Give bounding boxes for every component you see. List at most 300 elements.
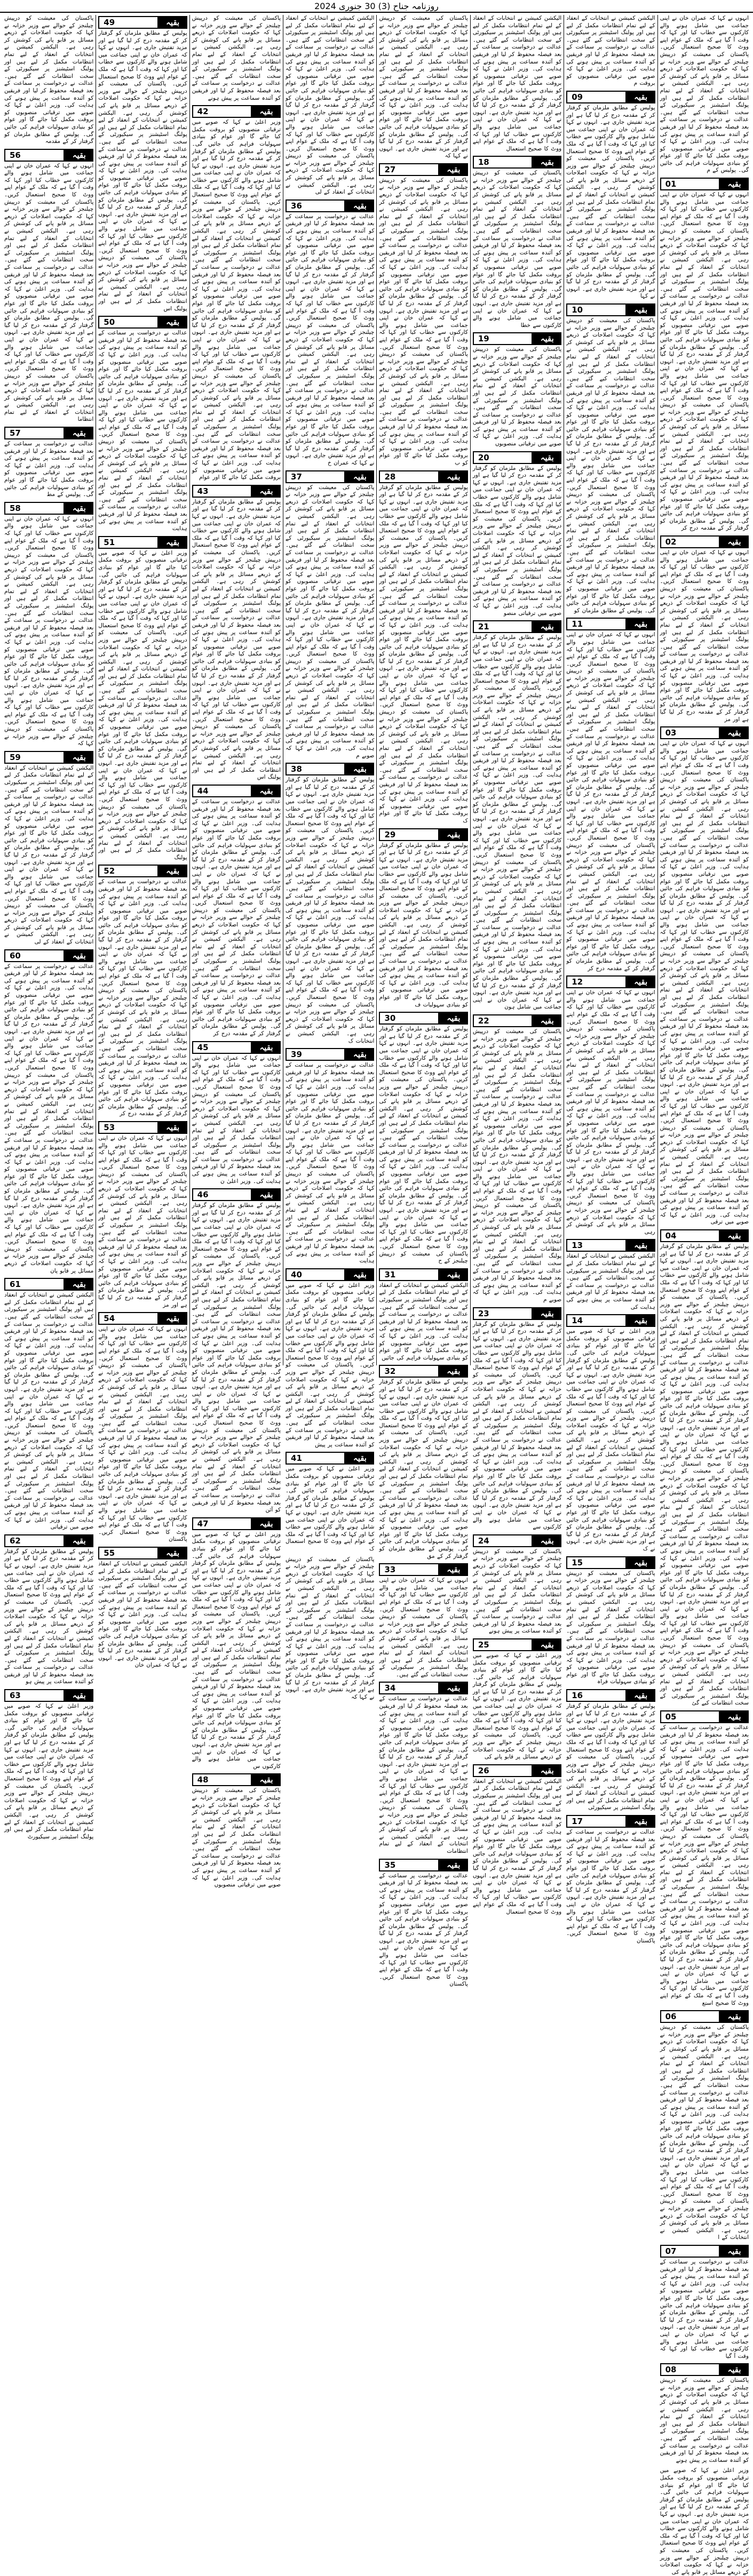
- article-text: انہوں نے کہا کہ عمران خان نے اپنی جماعت میں شامل ہونے والے کارکنوں سے خطاب کیا اور کہا کہ وقت آ گیا ہے کہ ملک کے عوام اپنے ووٹ کا صحیح استعمال کریں۔ پاکستان کی معیشت کو درپیش چیلنجز کے حوالے سے وزیر خزانہ نے کہا کہ حکومت اصلاحات کے ذریعے مسائل پر قابو پانے کی کوشش کر رہی ہے۔ الیکشن کمیشن نے انتخابات کے انعقاد کے لیے تمام انتظامات مکمل کر لیے ہیں اور پولنگ اسٹیشنز پر سیکیورٹی کے سخت انتظامات کیے گئے ہیں۔ عدالت نے درخواست پر سماعت کے بعد فیصلہ محفوظ کر لیا اور فریقین کو آئندہ سماعت پر پیش ہونے کی ہدایت کی۔ وزیر اعلیٰ نے کہا کہ صوبے میں ترقیاتی منصوبوں کو بروقت مکمل کیا جائے گا اور عوام کو بنیادی سہولیات فراہم کی جائیں گی۔ پولیس کے مطابق ملزمان کو گرفتار کر کے مقدمہ درج کر لیا گیا ہے اور مزید تفتیش جاری ہے۔ انہوں نے کہا کہ عمران خان نے اپنی جماعت میں شامل ہونے والے کارکنوں سے خطاب کیا اور کہا کہ وقت آ گیا ہے کہ ملک کے عوام اپنے ووٹ کا صحیح استعمال کریں۔ پاکستان کی معیشت کو درپیش چیلنجز کے حوالے سے وزیر خزانہ نے کہا کہ حکومت اصلاحات کے ذریعے مسائل پر قابو پانے کی کوشش کر رہی: [566, 989, 655, 1235]
- baqia-label: بقیہ: [439, 1563, 468, 1576]
- continuation-block: [660, 2467, 749, 2576]
- article-text: انہوں نے کہا کہ عمران خان نے اپنی جماعت میں شامل ہونے والے کارکنوں سے خطاب کیا اور کہا کہ وقت آ گیا ہے کہ ملک کے عوام اپنے ووٹ کا صحیح استعمال کریں۔ پاکستان کی معیشت کو درپیش چیلنجز کے حوالے سے وزیر خزانہ نے کہا کہ حکومت اصلاحات کے ذریعے مسائل پر قابو پانے کی کوشش کر رہی ہے۔ الیکشن کمیشن نے انتخابات کے انعقاد کے لیے تمام انتظامات مکمل کر لیے ہیں اور پولنگ اسٹیشنز پر سیکیورٹی کے سخت انتظامات کیے گئے ہیں۔ عدالت نے درخواست پر سماعت کے بعد فیصلہ محفوظ کر لیا اور فریقین کو آئندہ سماعت پر پیش ہونے کی ہدایت کی۔ وزیر اعلیٰ نے کہا کہ صوبے میں ترقیاتی منصوبوں کو بروقت مکمل کیا جائے گا اور عوام کو بنیادی سہولیات فراہم کی جائیں گی۔ پولیس کے مطابق ملزمان کو گرفتار کر کے مقدمہ درج کر لیا گیا ہے اور مزید تفتیش جاری ہے۔ انہوں نے کہا کہ عمران خان نے اپنی جماعت میں شامل ہونے والے کارکنوں سے خطاب کیا اور کہا کہ وقت آ گیا ہے کہ ملک کے عوام اپنے ووٹ کا صحیح استعمال کریں۔ پاکستان کی معیشت کو درپیش چیلنجز کے حوالے سے وزیر خزانہ نے کہا کہ حکومت اصلاحات کے ذریعے مسائل پر قابو پانے کی کوشش کر رہی ہے۔ الیکشن کمیشن نے انتخابات کے انعقاد کے لیے تمام انتظاما: [4, 162, 94, 423]
- article-text: وزیر اعلیٰ نے کہا کہ صوبے میں ترقیاتی منصوبوں کو بروقت مکمل کیا جائے گا اور عوام کو بنیادی سہولیات فراہم کی جائیں گی۔ پولیس کے مطابق ملزمان کو گرفتار کر کے مقدمہ درج کر لیا گیا ہے اور مزید تفتیش جاری ہے۔ انہوں نے کہا کہ عمران خان نے اپنی جماعت میں شامل ہونے والے کارکنوں سے خطاب کیا اور کہا کہ وقت آ گیا ہے کہ ملک کے عوام اپنے ووٹ کا صحیح استعمال کریں۔ پاکستان کی معیشت کو درپیش چیلنجز کے حوالے سے وزیر خزانہ نے کہا کہ حکومت اصلاحات کے ذریعے مسائل پر قابو پانے کی کوشش کر رہی ہے۔ الیکشن کمیشن نے انتخابات کے انعقاد کے لیے تمام انتظامات مکمل کر لیے ہیں اور پولنگ اسٹیشنز پر سیکیورٹی کے سخت انتظامات کیے گئے ہیں۔ عدالت نے درخواست پر سماعت کے بعد فیصلہ محفوظ کر لیا اور فریقین کو آئندہ سماعت پر پیش ہونے کی ہدایت کی۔ وزیر اعلیٰ نے کہا کہ صوبے میں ترقیاتی منصوبوں کو بروقت مکمل کیا جائے گا اور عوام کو بنیادی سہولیات فراہم کی جائیں گی۔ پولیس کے مطابق ملزمان کو گرفتار کر کے مقدمہ درج کر لیا گیا ہے اور مزید تفتیش جاری ہے۔ انہوں نے کہا کہ عمران خان نے اپنی جماعت میں شامل ہونے والے کارکنوں س: [192, 1531, 281, 1770]
- baqia-label: بقیہ: [345, 763, 374, 775]
- continuation-number: 49: [98, 16, 158, 29]
- baqia-label: بقیہ: [252, 1773, 281, 1786]
- article-text: پولیس کے مطابق ملزمان کو گرفتار کر کے مقدمہ درج کر لیا گیا ہے اور مزید تفتیش جاری ہے۔ انہوں نے کہا کہ عمران خان نے اپنی جماعت میں شامل ہونے والے کارکنوں سے خطاب کیا اور کہا کہ وقت آ گیا ہے کہ ملک کے عوام اپنے ووٹ کا صحیح استعمال کریں۔ پاکستان کی معیشت کو درپیش چیلنجز کے حوالے سے وزیر خزانہ نے کہا کہ حکومت اصلاحات کے ذریعے مسائل پر قابو پانے کی کوشش کر رہی ہے۔ الیکشن کمیشن نے انتخابات کے انعقاد کے لیے تمام انتظامات مکمل کر لیے ہیں اور پولنگ اسٹیشنز پر سیکیورٹی کے سخت انتظامات کیے گئے ہیں۔ عدالت نے درخواست پر سماعت کے بعد فیصلہ محفوظ کر لیا اور فریقین کو آئندہ سماعت پر پیش ہونے کی ہدایت کی۔ وزیر اعلیٰ نے کہا کہ صوبے میں ترقیاتی منصوبوں کو بروقت مکمل کیا جائے گا اور عوام کو بنیادی سہولیات فراہم کی جائیں گی۔ پولیس کے مطابق ملزمان کو گرفتار کر کے مقدمہ درج کر لیا گیا ہے اور مزید تفتیش جاری ہے۔ انہوں نے کہا کہ عمران خان نے اپنی جماعت میں شامل ہونے والے کارکنوں سے خطاب کیا اور کہا کہ وقت آ گیا ہے کہ ملک کے عوام اپنے ووٹ کا صحیح استعمال کریں۔ پاکستان کی معیشت کو درپیش چیلنجز کے حوالے سے وزیر خزانہ نے کہا کہ حکومت اصلاحات کے ذریعے مسائل پر قابو پانے کی کوشش کر رہی ہے۔ الیکشن کمیشن نے انتخابات کے انعقاد کے لیے تمام انتظامات مکمل کر لیے ہیں اور پولنگ اسٹیشنز پر سیکیورٹی کے سخت انتظامات کیے گئے ہیں۔ عدالت نے درخواست پر سماعت کے بعد فیصلہ محفوظ کر لیا اور فریقین کو آئندہ سماعت پر پیش ہونے کی ہدایت کی۔ وزیر اعلیٰ نے کہا کہ صوبے میں ترقیاتی منصوبوں کو بروقت مکمل کیا جائے گا اور عوام ک: [379, 484, 468, 824]
- article-text: وزیر اعلیٰ نے کہا کہ صوبے میں ترقیاتی منصوبوں کو بروقت مکمل کیا جائے گا اور عوام کو بنیادی سہولیات فراہم کی جائیں گی۔ پولیس کے مطابق ملزمان کو گرفتار کر کے مقدمہ درج کر لیا گیا ہے اور مزید تفتیش جاری ہے۔ انہوں نے کہا کہ عمران خان نے اپنی جماعت میں شامل ہونے والے کارکنوں سے خطاب کیا اور کہا کہ وقت آ گیا ہے کہ ملک کے عوام اپنے ووٹ کا صحیح استعمال کریں۔ پاکستان کی معیشت کو درپیش چیلنجز کے حوالے سے وزیر خزانہ نے کہا کہ حکومت اصلاحات کے ذریعے مسائل پر قابو پانے کی کوشش کر رہی ہے۔ الیکشن کمیشن نے انتخابات کے انعقاد کے لیے تمام انتظامات مکمل کر لیے ہیں اور پولنگ اسٹیشنز پر سیکیورٹی کے سخت انتظامات کیے گئے ہیں۔ عدالت نے درخواست پر سماعت کے بعد فیصلہ محفوظ کر لیا اور فریقین کو آئندہ سماعت پر پیش ہونے کی ہدایت کی۔ وزیر اعلیٰ نے کہا کہ صوبے میں ترقیاتی منصوبوں کو بروقت مکمل کیا جائے گا اور عوام کو بنیادی سہولیات فراہم کی جائیں گی۔ پولیس کے مطابق ملزمان کو گرفتار کر کے مقدمہ درج کر لیا گیا ہے اور مزید تفتیش جاری ہے۔ انہوں نے ک: [566, 1328, 655, 1552]
- baqia-label: بقیہ: [252, 1041, 281, 1054]
- baqia-label: بقیہ: [158, 1121, 187, 1134]
- continuation-heading: [192, 1773, 281, 1786]
- news-column: [96, 15, 189, 1669]
- article-text: عدالت نے درخواست پر سماعت کے بعد فیصلہ محفوظ کر لیا اور فریقین کو آئندہ سماعت پر پیش ہونے کی ہدایت کی۔ وزیر اعلیٰ نے کہا کہ صوبے میں ترقیاتی منصوبوں کو بروقت مکمل کیا جائے گا اور عوام کو بنیادی سہولیات فراہم کی جائیں گی۔ پولیس کے مطابق ملزمان کو گرفتار کر کے مقدمہ درج کر لیا گیا ہے اور مزید تفتیش جاری ہے۔ انہوں نے کہا کہ عمران خان نے اپنی جماعت میں شامل ہونے والے کارکنوں سے خطاب کیا اور کہا کہ وقت آ گیا ہے کہ ملک کے عوام اپنے ووٹ کا صحیح استعمال کریں۔ پاکستان کی معیشت کو درپیش چیلنجز کے حوالے سے وزیر خزانہ نے کہا کہ حکومت اصلاحات کے ذریعے مسائل پر قابو پانے کی کوشش کر رہی ہے۔ الیکشن کمیشن نے انتخابات کے انعقاد کے لیے تمام انتظامات مکمل کر لیے ہیں اور پولنگ اسٹیشنز پر سیکیورٹی کے سخت انتظامات کیے گئے ہیں۔ عدالت نے درخواست پر سماعت کے بعد فیصلہ محفوظ کر لیا اور فریقین کو آئندہ سماعت پر پیش ہونے کی ہدایت کی۔ وزیر اعلیٰ نے کہا کہ صوبے میں ترقیاتی منصوبوں کو بروقت مکمل کیا جائے گا اور عوام کو بنیادی سہولیات فراہم کی جائیں گی۔ پولیس کے مطابق ملزمان کو گرفتار کر کے مقدمہ درج کر: [98, 878, 187, 1117]
- continuation-number: 38: [286, 763, 345, 775]
- continuation-block: [286, 763, 374, 1045]
- continuation-number: 08: [660, 2363, 720, 2376]
- continuation-heading: [660, 2010, 749, 2023]
- baqia-label: بقیہ: [158, 316, 187, 329]
- continuation-heading: [473, 1638, 561, 1651]
- article-text: پولیس کے مطابق ملزمان کو گرفتار کر کے مقدمہ درج کر لیا گیا ہے اور مزید تفتیش جاری ہے۔ انہوں نے کہا کہ عمران خان نے اپنی جماعت میں شامل ہونے والے کارکنوں سے خطاب کیا اور کہا کہ وقت آ گیا ہے کہ ملک کے عوام اپنے ووٹ کا صحیح استعمال کریں۔ پاکستان کی معیشت کو درپیش چیلنجز کے حوالے سے وزیر خزانہ نے کہا کہ حکومت اصلاحات کے ذریعے مسائل پر قابو پانے کی کوشش کر رہی ہے۔ الیکشن کمیشن نے انتخابات کے انعقاد کے لیے تمام انتظامات مکمل کر لیے ہیں اور پولنگ اسٹیشنز پر سیکیورٹی کے سخت انتظامات کیے گئے ہیں۔ عدالت نے درخواست پر سماعت کے بعد فیصلہ محفوظ کر لیا اور فریقین کو آئندہ سماعت پر پیش ہونے کی ہدایت کی۔ وزیر اعلیٰ نے کہا کہ صوبے میں ترقیاتی منصوبوں کو بروقت مکمل کیا جائے گا اور عوام کو بنیادی سہولیات فراہم کی جائیں گی۔ پولیس کے مطابق ملزمان کو گرفتار کر کے مقدمہ درج کر لیا گیا ہے اور مزید تفتیش جاری ہے۔ انہوں نے کہا کہ عمران خان نے اپنی جماعت میں شامل ہونے والے کارکنوں سے خطاب کیا اور کہا کہ وقت آ گیا ہے کہ ملک کے عوام اپنے ووٹ کا صحیح استعمال کریں۔ پاکستان کی معیشت کو درپیش چیلنجز کے حوالے سے وزیر خزانہ نے کہا کہ حکومت اصلاحات کے ذریعے مسائل پر قابو پانے کی کوشش کر رہی ہے۔ الیکشن کمیشن نے انتخابات کے انعقاد کے لیے تمام انتظامات مکمل کر لیے ہیں اور پولنگ اسٹیشنز پر سیکیورٹی کے سخت انتظامات کیے گئے ہیں۔ عدالت نے درخواست پر سماعت کے بعد فیصلہ محفوظ کر لیا اور فریقین کو آئندہ سماعت پر پیش ہونے کی ہدایت کی۔ وزیر اعلیٰ نے کہا کہ صوبے میں ترقیاتی منصوبوں کو بروقت مکمل کیا جائے گا اور عوام کو بنیادی سہولیات فراہم کی جائیں گی۔ پولیس کے مطابق ملزمان کو گرفتار کر کے مقدمہ درج کر لیا گیا ہے اور مزید تفتیش جاری ہے۔ انہوں نے کہا کہ عمران خان نے اپنی جماعت میں شامل ہونے والے کارکنوں سے خطاب کیا اور کہا کہ وقت آ گیا ہے کہ ملک کے عوام اپنے ووٹ کا صحیح استعمال کریں۔ پاکستان کی معیشت کو درپیش چیلنجز کے حوالے سے وزیر خزانہ نے کہا کہ حکومت اصلاحات کے ذریعے مسائل پر قابو پانے کی کوشش کر رہی ہے۔ الیکشن کمیشن نے انتخابات کے انعقاد کے لیے تمام انتظامات مکمل کر لیے ہیں اور پولنگ اسٹیشنز پر سیکیورٹی کے سخت انتظامات کیے گئ: [660, 1243, 749, 1707]
- continuation-block: [192, 1188, 281, 1514]
- continuation-block: [566, 1689, 655, 1812]
- continuation-block: [473, 1014, 561, 1304]
- continuation-heading: [192, 1517, 281, 1530]
- continuation-block: [4, 751, 93, 946]
- continuation-heading: [98, 1312, 187, 1325]
- continuation-block: [379, 828, 467, 1009]
- continuation-number: 47: [192, 1517, 252, 1530]
- continuation-heading: [660, 178, 749, 190]
- continuation-heading: [4, 1534, 93, 1547]
- masthead-title: روزنامہ جناح (3) 30 جنوری 2024: [314, 1, 439, 11]
- article-text: الیکشن کمیشن نے انتخابات کے انعقاد کے لیے تمام انتظامات مکمل کر لیے ہیں اور پولنگ اسٹیشنز پر سیکیورٹی کے سخت انتظامات کیے گئے ہیں۔ عدالت نے درخواست پر سماعت کے بعد فیصلہ محفوظ کر لیا اور فریقین کو آئندہ سماعت پر پیش ہونے کی ہدایت کی۔ وزیر اعلیٰ نے کہا کہ صوبے میں ترقیاتی منصوبوں کو بروقت مکمل کیا جائے گا اور عوام کو بنیادی سہولیات فراہم کی جائیں: [379, 1282, 468, 1361]
- continuation-heading: [566, 1815, 655, 1828]
- baqia-label: بقیہ: [439, 1859, 468, 1871]
- continuation-number: 44: [192, 785, 252, 797]
- continuation-block: [566, 1314, 655, 1553]
- article-text: پاکستان کی معیشت کو درپیش چیلنجز کے حوالے سے وزیر خزانہ نے کہا کہ حکومت اصلاحات کے ذریعے مسائل پر قابو پانے کی کوشش کر رہی ہے۔ الیکشن کمیشن نے انتخابات کے انعقاد کے لیے تمام انتظامات مکمل کر لیے ہیں اور پولنگ اسٹیشنز پر سیکیورٹی کے سخت انتظامات کیے گئے ہیں۔ عدالت نے درخواست پر سماعت کے بعد فیصلہ محفوظ کر لیا اور فریقین کو آئندہ سماعت پر پیش ہونے کی ہدایت کی۔ وزیر اعلیٰ نے کہا کہ صوبے میں ترقیاتی منصوبوں: [192, 1787, 281, 1889]
- continuation-number: 57: [4, 427, 65, 439]
- article-text: انہوں نے کہا کہ عمران خان نے اپنی جماعت میں شامل ہونے والے کارکنوں سے خطاب کیا اور کہا کہ وقت آ گیا ہے کہ ملک کے عوام اپنے ووٹ کا صحیح استعمال کریں۔ پاکستان کی معیشت کو درپیش چیلنجز کے حوالے سے وزیر خزانہ نے کہا کہ حکومت اصلاحات کے ذریعے مسائل پر قابو پانے کی کوشش کر رہی ہے۔ الیکشن کمیشن نے انتخابات کے انعقاد کے لیے تمام انتظامات مکمل کر لیے ہیں اور پولنگ اسٹیشنز پر سیکیورٹی کے سخت انتظامات کیے گئے ہیں۔ عدالت نے درخواست پر سماعت کے بعد فیصلہ محفوظ کر لیا اور فریقین کو آئندہ سماعت پر پیش ہونے کی ہدایت کی۔ وزیر اعلیٰ نے کہا کہ صوبے میں ترقیاتی منصوبوں کو بروقت مکمل کیا جائے گا اور عوام کو بنیادی سہولیات فراہم کی جائیں گی۔ پولیس کے مطابق ملزمان کو گرفتار کر کے مقدمہ درج کر لیا گیا ہے اور مزید تفتیش جاری ہے۔ انہوں نے کہا کہ عمران خان نے اپنی جماعت میں شامل ہونے والے کارکنوں سے خطاب کیا اور کہا کہ وقت آ گیا ہے کہ ملک کے عوام اپنے ووٹ کا صحیح استعمال کریں۔ پاکستان کی معیشت کو درپیش چیلنجز کے حوالے سے وزیر خزانہ نے کہا کہ حکومت اصلاحات کے ذریعے مسائل پر قابو پانے کی کوشش کر رہی ہے۔ الیکشن کمیشن نے انتخابات کے انعقاد کے لیے تمام انتظامات مکمل کر لیے ہیں اور پولنگ اسٹیشنز پر سیکیورٹی کے سخت انتظامات کیے گئے ہیں۔ عدالت نے درخواست پر سماعت کے بعد فیصلہ محفوظ کر لیا اور فریقین کو آئندہ سماعت پر پیش ہونے کی ہدایت کی۔ وزیر اعلیٰ نے کہا کہ صوبے میں ترقیاتی منصوبوں کو بروقت مکمل کیا جائے گا اور عوام کو بنیادی سہولیات فراہم کی جائیں گی۔ پولیس کے مطابق ملزمان کو گرفتار کر کے مقدمہ درج کر: [566, 631, 655, 972]
- baqia-label: بقیہ: [720, 2245, 749, 2258]
- continuation-number: 04: [660, 1229, 720, 1242]
- baqia-label: بقیہ: [533, 1014, 561, 1027]
- continuation-block: [379, 1268, 467, 1362]
- continuation-block: [286, 199, 374, 467]
- continuation-block: [192, 1517, 281, 1771]
- baqia-label: بقیہ: [627, 618, 655, 630]
- news-column: [470, 15, 564, 1915]
- continuation-number: 63: [4, 1689, 65, 1702]
- continuation-number: 56: [4, 149, 65, 162]
- continuation-heading: [566, 91, 655, 103]
- baqia-label: بقیہ: [158, 16, 187, 29]
- baqia-label: بقیہ: [439, 1268, 468, 1281]
- continuation-heading: [473, 156, 561, 169]
- article-text: انہوں نے کہا کہ عمران خان نے اپنی جماعت میں شامل ہونے والے کارکنوں سے خطاب کیا اور کہا کہ وقت آ گیا ہے کہ ملک کے عوام اپنے ووٹ کا صحیح استعمال کریں۔ پاکستان کی معیشت کو درپیش چیلنجز کے حوالے سے وزیر خزانہ نے کہا کہ حکومت اصلاحات کے ذریعے مسائل پر قابو پانے کی کوشش کر رہی ہے۔ الیکشن کمیشن نے انتخابات کے انعقاد کے لیے تمام انتظامات مکمل کر لیے ہیں اور پولنگ اسٹیشنز پر سیکیورٹی کے سخت انتظامات کیے گئے ہیں۔ عدالت نے درخواست پر سماعت کے بعد فیصلہ محفوظ کر لیا اور فریقین کو آئندہ سماعت پر پیش ہونے کی ہدایت کی۔ وزیر اعلیٰ نے کہا کہ صوبے میں ترقیاتی منصوبوں کو بروقت مکمل کیا جائے گا اور عوام کو بنیادی سہولیات فراہم کی جائیں گی۔ پولیس کے مطابق ملزمان کو گرفتار کر کے مقدمہ درج کر لیا گیا ہے اور مزید تفتیش جاری ہے۔ انہوں نے کہا کہ عمران خان نے اپنی جماعت میں شامل ہونے والے کارکنوں سے خطاب کیا اور کہا کہ وقت آ گیا ہے کہ ملک کے عوام اپنے ووٹ کا صحیح استعمال کریں۔ پاکستان کی معیشت کو درپیش چیلنجز کے حوالے سے وزیر خزانہ نے کہا کہ: [4, 515, 94, 747]
- baqia-label: بقیہ: [720, 726, 749, 739]
- continuation-block: [192, 15, 281, 102]
- continuation-block: [379, 1859, 467, 1989]
- continuation-number: 31: [379, 1268, 439, 1281]
- baqia-label: بقیہ: [439, 1365, 468, 1378]
- baqia-label: بقیہ: [533, 620, 561, 633]
- continuation-heading: [660, 535, 749, 548]
- continuation-block: [4, 1278, 93, 1531]
- continuation-number: 48: [192, 1773, 252, 1786]
- continuation-heading: [566, 618, 655, 630]
- continuation-number: 07: [660, 2245, 720, 2258]
- continuation-number: 50: [98, 316, 158, 329]
- continuation-block: [660, 15, 749, 174]
- article-text: پولیس کے مطابق ملزمان کو گرفتار کر کے مقدمہ درج کر لیا گیا ہے اور مزید تفتیش جاری ہے۔ انہوں نے کہا کہ عمران خان نے اپنی جماعت میں شامل ہونے والے کارکنوں سے خطاب کیا اور کہا کہ وقت آ گیا ہے کہ ملک کے عوام اپنے ووٹ کا صحیح استعمال کریں۔ پاکستان کی معیشت کو درپیش چیلنجز کے حوالے سے وزیر خزانہ نے کہا کہ حکومت اصلاحات کے ذریعے مسائل پر قابو پانے کی کوشش کر رہی ہے۔ الیکشن کمیشن نے انتخابات کے انعقاد کے لیے تمام انتظامات مکمل کر لیے ہیں اور پولنگ اسٹیشنز پر سیکیورٹی کے سخت انتظامات کیے گئے ہیں۔ عدالت نے درخواست پر سماعت کے بعد فیصلہ محفوظ کر لیا اور فریقین کو آئندہ سماعت پر پیش ہونے کی ہدایت کی۔ وزیر اعلیٰ نے کہا کہ صوبے میں ترقیاتی منصو: [472, 465, 562, 617]
- baqia-label: بقیہ: [627, 1815, 655, 1828]
- continuation-heading: [192, 785, 281, 797]
- baqia-label: بقیہ: [252, 1517, 281, 1530]
- continuation-heading: [379, 1563, 467, 1576]
- continuation-number: 34: [379, 1682, 439, 1694]
- continuation-number: 36: [286, 199, 345, 212]
- continuation-block: [473, 15, 561, 153]
- news-column: [283, 15, 376, 1700]
- continuation-block: [192, 1773, 281, 1889]
- continuation-heading: [98, 1121, 187, 1134]
- continuation-number: 02: [660, 535, 720, 548]
- continuation-number: 35: [379, 1859, 439, 1871]
- article-text: وزیر اعلیٰ نے کہا کہ صوبے میں ترقیاتی منصوبوں کو بروقت مکمل کیا جائے گا اور عوام کو بنیادی سہولیات فراہم کی جائیں گی۔ پولیس کے مطابق ملزمان کو گرفتار کر کے مقدمہ درج کر لیا گیا ہے اور مزید تفتیش جاری ہے۔ انہوں نے کہا کہ عمران خان نے اپنی جماعت میں شامل ہونے والے کارکنوں سے خطاب کیا اور کہا کہ وقت آ گیا ہے کہ ملک کے عوام اپنے ووٹ کا صحیح استعمال کریں۔ پاکستان کی معیشت کو درپیش چیلنجز کے حوالے سے وزیر خزانہ نے کہا کہ حکومت اصلاحات کے ذریعے مسائل پر قابو پانے کی: [472, 1652, 562, 1761]
- continuation-heading: [286, 1048, 374, 1061]
- article-text: پولیس کے مطابق ملزمان کو گرفتار کر کے مقدمہ درج کر لیا گیا ہے اور مزید تفتیش جاری ہے۔ انہوں نے کہا کہ عمران خان نے اپنی جماعت میں شامل ہونے والے کارکنوں سے خطاب کیا اور کہا کہ وقت آ گیا ہے کہ ملک کے عوام اپنے ووٹ کا صحیح استعمال کریں۔ پاکستان کی معیشت کو درپیش چیلنجز کے حوالے سے وزیر خزانہ نے کہا کہ حکومت اصلاحات کے ذریعے مسائل پر قابو پانے کی کوشش کر رہی ہے۔ الیکشن کمیشن نے انتخابات کے انعقاد کے لیے تمام انتظامات مکمل کر لیے ہیں اور پولنگ اسٹیشنز پر سیکیورٹی کے سخت انتظامات کیے گئے ہیں۔ عدالت نے درخواست پر سماعت کے بعد فیصلہ محفوظ کر لیا اور فریقین کو آئندہ سماعت پر پیش ہو: [4, 1548, 94, 1685]
- news-column: [189, 15, 283, 1889]
- article-text: وزیر اعلیٰ نے کہا کہ صوبے میں ترقیاتی منصوبوں کو بروقت مکمل کیا جائے گا اور عوام کو بنیادی سہولیات فراہم کی جائیں گی۔ پولیس کے مطابق ملزمان کو گرفتار کر کے مقدمہ درج کر لیا گیا ہے اور مزید تفتیش جاری ہے۔ انہوں نے کہا کہ عمران خان نے اپنی جماعت میں شامل ہونے والے کارکنوں سے خطاب کیا اور کہا کہ وقت آ گیا ہے کہ ملک کے عوام اپنے ووٹ کا صحیح استعمال کریں۔ پاکستان کی معیشت کو درپیش چیلنجز کے حوالے سے وزیر خزانہ نے کہا کہ حکومت اصلاحات کے ذریعے مسائل پر قابو پانے کی کوشش کر رہی ہے۔ الیکشن کمیشن نے انتخابات کے انعقاد کے لیے تمام انتظامات مکمل کر لیے ہیں اور پولنگ اسٹیشنز پر سیکیورٹی کے سخت انتظامات کیے گئے ہیں۔ عدالت نے درخواست پر سماعت کے بعد فیصلہ محفوظ کر لیا اور فریقین کو آئندہ سماعت پر پیش: [286, 1282, 375, 1448]
- continuation-number: 01: [660, 178, 720, 190]
- continuation-number: 26: [473, 1764, 533, 1777]
- article-text: پولیس کے مطابق ملزمان کو گرفتار کر کے مقدمہ درج کر لیا گیا ہے اور مزید تفتیش جاری ہے۔ انہوں نے کہا کہ عمران خان نے اپنی جماعت میں شامل ہونے والے کارکنوں سے خطاب کیا اور کہا کہ وقت آ گیا ہے کہ ملک کے عوام اپنے ووٹ کا صحیح استعمال کریں۔ پاکستان کی معیشت کو درپیش چیلنجز کے حوالے سے وزیر خزانہ نے کہا کہ حکومت اصلاحات کے ذریعے مسائل پر قابو پانے کی کوشش کر رہی ہے۔ الیکشن کمیشن نے انتخابات کے انعقاد کے لیے تمام انتظامات مکمل کر لیے ہیں اور پولنگ اسٹیشنز پر سیکیورٹی کے سخت انتظامات کیے گئے ہیں۔ عدالت نے درخواست پر سماعت کے بعد فیصلہ محفوظ کر لیا اور فریقین کو آئندہ سماعت پر پیش ہونے کی ہدایت کی۔ وزیر اعلیٰ نے کہا کہ صوبے میں ترقیاتی منصوبوں کو بروقت مکمل کیا جائے گا اور عوام کو بنیادی سہولیات فراہم کی جائیں گی۔ پولیس کے مطابق ملزمان کو گرفتار کر کے مقدمہ درج کر لیا گیا ہے اور مزید تفتیش جاری ہے۔ انہوں نے کہا کہ عمران خان نے اپنی جماعت میں شامل ہونے والے کارکنوں سے: [472, 1321, 562, 1531]
- baqia-label: بقیہ: [439, 470, 468, 483]
- article-text: پولیس کے مطابق ملزمان کو گرفتار کر کے مقدمہ درج کر لیا گیا ہے اور مزید تفتیش جاری ہے۔ انہوں نے کہا کہ عمران خان نے اپنی جماعت میں شامل ہونے والے کارکنوں سے خطاب کیا اور کہا کہ وقت آ گیا ہے کہ ملک کے عوام اپنے ووٹ کا صحیح استعمال کریں۔ پاکستان کی معیشت کو درپیش چیلنجز کے حوالے سے وزیر خزانہ نے کہا کہ حکومت اصلاحات کے ذریعے مسائل پر قابو پانے کی کوشش کر رہی ہے۔ الیکشن کمیشن نے انتخابات کے انعقاد کے لیے تمام انتظامات مکمل کر لیے ہیں اور پولنگ اسٹیشنز پر سیکیورٹی کے سخت انتظامات کیے گئے ہیں۔ عدالت نے درخواست پر سماعت کے بعد فیصلہ محفوظ کر لیا اور فریقین کو آئندہ سماعت پر پیش ہونے کی ہدایت کی۔ وزیر اعلیٰ نے کہا کہ صوبے میں ترقیاتی منصوبوں کو بروقت مکمل کیا جائے گا اور عوام کو بنیادی سہولیات فراہم کی جائیں گی۔ پولیس کے مطابق ملزمان کو گرفتار کر کے مقدمہ درج کر لیا گیا ہے اور مزید تفتیش جاری ہے۔ انہوں نے کہا کہ عمران خان نے اپنی جماعت میں شامل ہونے والے کارکنوں سے خطاب کیا اور کہا کہ وقت آ گیا ہے کہ ملک کے عوام اپنے ووٹ کا صحیح استعمال کریں۔ پاکستان کی معیشت کو درپیش چیلنجز کے حوالے سے وزیر خزانہ نے کہا کہ حکومت اصلاحات کے ذریعے مسائل پر قابو پانے کی کوشش کر رہی ہے۔ الیکشن کمیشن نے انتخابات ک: [286, 777, 375, 1044]
- continuation-number: 28: [379, 470, 439, 483]
- baqia-label: بقیہ: [439, 1012, 468, 1025]
- article-text: پولیس کے مطابق ملزمان کو گرفتار کر کے مقدمہ درج کر لیا گیا ہے اور مزید تفتیش جاری ہے۔ انہوں نے کہا کہ عمران خان نے اپنی جماعت میں شامل ہونے والے کارکنوں سے خطاب کیا اور کہا کہ وقت آ گیا ہے کہ ملک کے عوام اپنے ووٹ کا صحیح استعمال کریں۔ پاکستان کی معیشت کو درپیش چیلنجز کے حوالے سے وزیر خزانہ نے کہا کہ حکومت اصلاحات کے ذریعے مسائل پر قابو پانے کی کوشش کر رہی ہے۔ الیکشن کمیشن نے انتخابات کے انعقاد کے لیے تمام انتظامات مکمل کر لیے ہیں اور پولنگ اسٹیشنز پر سیکیورٹی کے سخت انتظامات کیے گئے ہیں۔ عدالت نے درخواست پر سماعت کے بعد فیصلہ محفوظ کر لیا اور فریقین کو آئندہ سماعت پر پیش ہونے کی ہدایت کی۔ وزیر اعلیٰ نے کہا کہ صوبے میں ترقیاتی منصوبوں کو بروقت مکمل کیا جائے گا اور عوام کو بنیادی سہولیات ف: [379, 842, 468, 1008]
- article-text: انہوں نے کہا کہ عمران خان نے اپنی جماعت میں شامل ہونے والے کارکنوں سے خطاب کیا اور کہا کہ وقت آ گیا ہے کہ ملک کے عوام اپنے ووٹ کا صحیح استعمال کریں۔ پاکستان کی معیشت کو درپیش چیلنجز کے حوالے سے وزیر خزانہ نے کہا کہ حکومت اصلاحات کے ذریعے مسائل پر قابو پانے کی کوشش کر رہی ہے۔ الیکشن کمیشن نے انتخابات کے انعقاد کے لیے تمام انتظامات مکمل کر لیے ہیں اور پولنگ اسٹیشنز پر سیکیورٹی کے سخت انتظامات کیے گئے ہیں۔: [379, 1577, 468, 1678]
- continuation-number: 39: [286, 1048, 345, 1061]
- article-text: الیکشن کمیشن نے انتخابات کے انعقاد کے لیے تمام انتظامات مکمل کر لیے ہیں اور پولنگ اسٹیشنز پر سیکیورٹی کے سخت انتظامات کیے گئے ہیں۔ عدالت نے درخواست پر سماعت کے بعد فیصلہ محفوظ کر لیا اور فریقین کو آئندہ سماعت پر پیش ہونے کی ہدایت کی۔ وزیر اعلیٰ نے کہا کہ صوبے میں ترقیاتی منصوبوں کو بروقت مکمل کیا جائے گا اور عوام کو بنیادی سہولیات فراہم کی جائیں گی۔ پولیس کے مطابق ملزمان کو گرفتار کر کے مقدمہ درج کر لیا گیا ہے اور مزید تفتیش جاری ہے۔ انہوں نے کہا کہ عمران خان: [98, 1560, 187, 1669]
- baqia-label: بقیہ: [533, 451, 561, 464]
- article-text: الیکشن کمیشن نے انتخابات کے انعقاد کے لیے تمام انتظامات مکمل کر لیے ہیں اور پولنگ اسٹیشنز پر سیکیورٹی کے سخت انتظامات کیے گئے ہیں۔ عدالت نے درخواست پر سماعت کے بعد فیصلہ محفوظ کر لیا اور فریقین کو آئندہ سماعت پر پیش ہونے کی ہدایت کی۔ وزیر اعلیٰ نے کہا کہ صوبے میں ترقیاتی منصوبوں کو بروقت مکمل کیا جائے گا اور عوام کو بنیادی سہولیات فراہم کی جائیں گی۔ پولیس کے مطابق ملزمان کو گرفتار کر کے مقدمہ درج کر لیا گیا ہے اور مزید تفتیش جاری ہے۔ انہوں نے کہا کہ عمران خان نے اپنی جماعت میں شامل ہونے والے کارکنوں سے خطاب کیا اور کہا کہ وقت آ گیا ہے کہ ملک کے عوام اپنے ووٹ کا صحیح استعمال کریں۔ پاکستان کی معیشت کو درپیش چیلنجز کے حوالے سے وزیر خزانہ نے کہا کہ حکومت اصلاحات کے ذریعے مسائل پر قابو پانے کی کوشش کر رہی ہے۔ الیکشن کمیشن نے انتخابات کے انعقاد کے لیے تمام انتظامات مکمل کر لیے ہیں اور پولنگ اسٹیشنز پر سیکیورٹی کے سخت انتظامات کیے گئے ہیں۔ عدالت نے درخواست پر سماعت کے بعد فیصلہ محفوظ کر لیا اور فریقین کو آئندہ سماعت پر پیش ہونے کی ہدایت کی۔ وزیر اعلیٰ نے کہا کہ صوبے میں ترقیاتی: [4, 1292, 94, 1531]
- continuation-number: 15: [566, 1556, 626, 1569]
- continuation-number: 13: [566, 1239, 626, 1252]
- continuation-heading: [4, 1689, 93, 1702]
- article-text: انہوں نے کہا کہ عمران خان نے اپنی جماعت میں شامل ہونے والے کارکنوں سے خطاب کیا اور کہا کہ وقت آ گیا ہے کہ ملک کے عوام اپنے ووٹ کا صحیح استعمال کریں۔ پاکستان کی معیشت کو درپیش چیلنجز کے حوالے سے وزیر خزانہ نے کہا کہ حکومت اصلاحات کے ذریعے مسائل پر قابو پانے کی کوشش کر رہی ہے۔ الیکشن کمیشن نے انتخابات کے انعقاد کے لیے تمام انتظامات مکمل کر لیے ہیں اور پولنگ اسٹیشنز پر سیکیورٹی کے سخت انتظامات کیے گئے ہیں۔ عدالت نے درخواست پر سماعت کے بعد فیصلہ محفوظ کر لیا اور فریقین کو آئندہ سماعت پر پیش ہونے کی ہدایت کی۔ وزیر اعلیٰ نے کہا کہ صوبے میں ترقیاتی منصوبوں کو بروقت مکمل کیا جائے گا اور عوام کو بنیادی سہولیات فراہم کی جائیں گی۔ پولیس کے مطابق ملزمان کو گرفتار کر کے مقدمہ درج کر لیا گیا ہے اور مز: [98, 1134, 187, 1308]
- continuation-number: 24: [473, 1534, 533, 1547]
- continuation-heading: [660, 726, 749, 739]
- article-text: عدالت نے درخواست پر سماعت کے بعد فیصلہ محفوظ کر لیا اور فریقین کو آئندہ سماعت پر پیش ہونے کی ہدایت کی۔ وزیر اعلیٰ نے کہا کہ صوبے میں ترقیاتی منصوبوں کو بروقت مکمل کیا جائے گا اور عوام کو بنیادی سہولیات فراہم کی جائیں گی۔ پولیس کے مطابق ملزمان کو گرفتار کر کے مقدمہ درج کر لیا گیا ہے اور مزید تفتیش جاری ہے۔ انہوں نے کہا کہ عمران خان نے اپنی جماعت میں شامل ہونے والے کارکنوں سے خطاب کیا اور کہا کہ وقت آ گیا ہے کہ ملک کے عوام اپنے ووٹ کا صحیح استعمال کریں۔ پاکستان کی معیشت کو درپیش چیلنجز کے حوالے سے وزیر خزانہ نے کہا کہ حکومت اصلاحات کے ذریعے مسائل پر قابو پانے کی کوشش کر رہی ہے۔ الیکشن کمیشن نے انتخابات کے انعقاد کے لیے تمام انتظامات: [379, 1695, 468, 1854]
- baqia-label: بقیہ: [65, 1534, 93, 1547]
- article-text: وزیر اعلیٰ نے کہا کہ صوبے میں ترقیاتی منصوبوں کو بروقت مکمل کیا جائے گا اور عوام کو بنیادی سہولیات فراہم کی جائیں گی۔ پولیس کے مطابق ملزمان کو گرفتار کر کے مقدمہ درج کر لیا گیا ہے اور مزید تفتیش جاری ہے۔ انہوں نے کہا کہ عمران خان نے اپنی جماعت میں شامل ہونے والے کارکنوں سے خطاب کیا اور کہا کہ وقت آ گیا ہے کہ ملک کے عوام اپنے ووٹ کا صحیح استعمال کریں۔ پاکستان کی معیشت کو درپیش چیلنجز کے حوالے سے وزیر خزانہ نے کہا کہ حکومت اصلاحات کے ذریعے مسائل پر قابو پانے کی کوشش کر رہی ہے۔ الیکشن کمیشن نے انتخابات کے انعقاد کے لیے تمام انتظامات مکمل کر لیے ہیں اور پولنگ اسٹیشنز پر سیکیورٹ: [4, 1703, 94, 1840]
- continuation-block: [660, 1229, 749, 1707]
- article-text: پاکستان کی معیشت کو درپیش چیلنجز کے حوالے سے وزیر خزانہ نے کہا کہ حکومت اصلاحات کے ذریعے مسائل پر قابو پانے کی کوشش کر رہی ہے۔ الیکشن کمیشن نے انتخابات کے انعقاد کے لیے تمام انتظامات مکمل کر لیے ہیں اور پولنگ اسٹیشنز پر سیکیورٹی کے سخت انتظامات کیے گئے ہیں۔ عدالت نے درخواست پر سماعت کے بعد فیصلہ محفوظ کر لیا اور فریقین کو آئندہ سماعت پر پیش ہونے کی ہدایت کی۔ وزیر اعلیٰ نے کہا کہ صوبے میں ترقیاتی منصوبوں: [472, 346, 562, 447]
- continuation-heading: [379, 1365, 467, 1378]
- continuation-block: [98, 536, 187, 862]
- continuation-block: [98, 1547, 187, 1669]
- continuation-number: 27: [379, 163, 439, 176]
- article-text: الیکشن کمیشن نے انتخابات کے انعقاد کے لیے تمام انتظامات مکمل کر لیے ہیں اور پولنگ اسٹیشنز پر سیکیورٹی کے سخت انتظامات کیے گئے ہیں۔ عدالت نے درخواست پر سماعت کے بعد فیصلہ محفوظ کر لیا اور فریقین کو آئندہ سماعت پر پیش ہونے کی ہدایت کی۔ وزیر اعلیٰ نے کہا کہ صوبے میں ترقیاتی منصوبوں کو بروقت مکمل کیا جائے گا اور عوام کو بنیادی سہولیات فراہم کی جائیں گی۔ پولیس کے مطابق ملزمان کو گرفتار کر کے مقدمہ درج کر لیا گیا ہے اور مزید تفتیش جاری ہے۔ انہوں نے کہا کہ عمران خان نے اپنی جماعت میں شامل ہونے والے کارکنوں سے خطاب کیا اور کہا کہ وقت آ گیا ہے کہ ملک کے عوام اپنے ووٹ کا صحیح استعمال کریں۔ پاکستان کی معیشت کو درپیش چیلنجز کے حوالے سے وزیر خزانہ نے کہا کہ حکومت اصلاحات کے ذریعے مسائل پر قابو پانے کی کوشش کر رہی ہے۔ الیکشن کمیشن نے انتخابات کے انعقاد کے لی: [4, 764, 94, 946]
- baqia-label: بقیہ: [533, 1638, 561, 1651]
- continuation-number: 40: [286, 1268, 345, 1281]
- continuation-number: 05: [660, 1710, 720, 1723]
- baqia-label: بقیہ: [720, 2363, 749, 2376]
- baqia-label: بقیہ: [252, 105, 281, 118]
- continuation-heading: [473, 1764, 561, 1777]
- continuation-heading: [473, 1014, 561, 1027]
- continuation-number: 14: [566, 1314, 626, 1327]
- continuation-number: 23: [473, 1307, 533, 1320]
- continuation-heading: [98, 316, 187, 329]
- continuation-heading: [566, 1556, 655, 1569]
- continuation-number: 51: [98, 536, 158, 549]
- continuation-heading: [286, 470, 374, 483]
- baqia-label: بقیہ: [345, 199, 374, 212]
- article-text: عدالت نے درخواست پر سماعت کے بعد فیصلہ محفوظ کر لیا اور فریقین کو آئندہ سماعت پر پیش ہونے کی ہدایت کی۔ وزیر اعلیٰ نے کہا کہ صوبے میں ترقیاتی منصوبوں کو بروقت مکمل کیا جائے گا اور عوام کو بنیادی سہولیات فراہم کی جائیں گی۔ پولیس کے مطابق ملزمان کو گرفتار کر کے مقدمہ درج کر لیا گیا ہے اور مزید تفتیش جاری ہے۔ انہوں نے کہا کہ عمران خان نے اپنی جماعت میں شامل ہونے والے کارکنوں سے خطاب کیا اور کہا کہ وقت آ گیا ہے کہ ملک کے عوام اپنے ووٹ کا صحیح استعمال کریں۔ پاکستان: [566, 1828, 655, 1944]
- continuation-number: 16: [566, 1689, 626, 1702]
- continuation-heading: [192, 1188, 281, 1201]
- continuation-heading: [379, 828, 467, 841]
- baqia-label: بقیہ: [720, 535, 749, 548]
- news-column: [564, 15, 657, 1944]
- continuation-block: [379, 163, 467, 467]
- continuation-heading: [379, 1012, 467, 1025]
- continuation-heading: [660, 2363, 749, 2376]
- baqia-label: بقیہ: [439, 828, 468, 841]
- continuation-number: 53: [98, 1121, 158, 1134]
- article-text: پولیس کے مطابق ملزمان کو گرفتار کر کے مقدمہ درج کر لیا گیا ہے اور مزید تفتیش جاری ہے۔ انہوں نے کہا کہ عمران خان نے اپنی جماعت میں شامل ہونے والے کارکنوں سے خطاب کیا اور کہا کہ وقت آ گیا ہے کہ ملک کے عوام اپنے ووٹ کا صحیح استعمال کریں۔ پاکستان کی معیشت کو درپیش چیلنجز کے حوالے سے وزیر خزانہ نے کہا کہ حکومت اصلاحات کے ذریعے مسائل پر قابو پانے کی کوشش کر رہی ہے۔ الیکشن کمیشن نے انتخابات کے انعقاد کے لیے تمام انتظامات مکمل کر لیے ہیں اور پولنگ اسٹیشنز پر سیکیورٹی کے سخت انتظامات کیے گئے ہیں۔ عدالت نے درخواست پر سماعت کے بعد فیصلہ محفوظ کر لیا اور فریقین کو آئندہ سماعت پر پیش ہونے کی ہدایت کی۔ وزیر اعلیٰ نے کہا کہ صوبے میں ترقیاتی منصوبوں کو بروقت مکمل کیا جائے گا اور عوام کو بنیادی سہولیات فراہم کی جائیں گی۔ پولیس کے مطابق ملزمان کو گرفتار کر کے مقدمہ درج کر لیا گیا ہے اور مزید تفتیش جاری ہے۔ انہوں نے کہا کہ عمران خان نے اپنی جماعت میں شامل ہونے والے کارکنوں سے خطاب کیا اور کہا کہ وقت آ گیا ہے کہ ملک کے عوام اپنے ووٹ کا صحیح استعمال کریں۔ پاکستان کی معیشت کو درپیش چیلنجز کے ح: [379, 1026, 468, 1265]
- continuation-block: [566, 618, 655, 972]
- article-text: عدالت نے درخواست پر سماعت کے بعد فیصلہ محفوظ کر لیا اور فریقین کو آئندہ سماعت پر پیش ہونے کی ہدایت کی۔ وزیر اعلیٰ نے کہا کہ صوبے میں ترقیاتی منصوبوں کو بروقت مکمل کیا جائے گا اور عوام کو بنیادی سہولیات فراہم کی جائیں گی۔ پولیس کے مطابق ملزمان کو گرفتار کر کے مقدمہ درج کر لیا گیا ہے اور مزید تفتیش جاری ہے۔ انہوں نے کہا کہ عمران خان نے اپنی جماعت میں شامل ہونے والے کارکنوں سے خطاب کیا اور کہا کہ وقت آ گیا ہے کہ ملک کے عوام اپنے ووٹ کا صحیح استعمال کریں۔ پاکستان کی معیشت کو درپیش چیلنجز کے حوالے سے وزیر خزانہ نے کہا کہ حکومت اصلاحات کے ذریعے مسائل پر قابو پانے کی کوشش کر رہی ہے۔ الیکشن کمیشن نے انتخابات کے انعقاد کے لیے تمام انتظامات مکمل کر لیے ہیں اور پولنگ اسٹیشنز پر سیکیورٹی کے سخت انتظامات کیے گئے ہیں۔ عدالت نے درخواست پر سماعت کے بعد فیصلہ محفوظ کر لیا اور فریقین کو آئندہ سماعت پر پیش ہونے کی ہدایت کی۔ وزیر اعلیٰ نے کہا کہ صوبے میں ترقیاتی منصوبوں کو بروقت مکمل کیا جائے گا اور عوام کو بنیادی سہولیات فراہم کی جائیں گی۔ پولیس کے مطابق ملزمان کو گرفتار کر کے مقدمہ درج کر لیا گیا ہے اور مزید تفتیش جاری ہے۔ انہوں نے کہا کہ عمران خان نے اپنی جماعت میں شامل ہونے والے کارکنوں سے خطاب کیا اور کہا کہ وقت آ گیا ہے کہ ملک کے عوام اپنے ووٹ کا صحیح استع: [660, 1724, 749, 2006]
- continuation-block: [566, 91, 655, 300]
- article-text: پاکستان کی معیشت کو درپیش چیلنجز کے حوالے سے وزیر خزانہ نے کہا کہ حکومت اصلاحات کے ذریعے مسائل پر قابو پانے کی کوشش کر رہی ہے۔ الیکشن کمیشن نے انتخابات کے انعقاد کے لیے تمام انتظامات مکمل کر لیے ہیں اور پولنگ اسٹیشنز پر سیکیورٹی کے سخت انتظامات کیے گئے ہیں۔ عدالت نے درخواست پر سماعت کے بعد فیصلہ محفوظ کر لیا اور فریقین کو آئندہ سماعت پر پیش ہونے کی ہدایت کی۔ وزیر اعلیٰ نے کہا کہ صوبے میں ترقیاتی منصوبوں کو بروقت مکمل کیا جائے گا اور عوام کو بنیادی سہولیات فراہم کی جائیں گی۔ پولیس کے مطابق ملزمان کو گرفتار کر کے مقدمہ: [4, 15, 94, 145]
- continuation-block: [286, 470, 374, 760]
- continuation-number: 30: [379, 1012, 439, 1025]
- continuation-heading: [473, 620, 561, 633]
- continuation-block: [286, 1268, 374, 1449]
- article-text: پولیس کے مطابق ملزمان کو گرفتار کر کے مقدمہ درج کر لیا گیا ہے اور مزید تفتیش جاری ہے۔ انہوں نے کہا کہ عمران خان نے اپنی جماعت میں شامل ہونے والے کارکنوں سے خطاب کیا اور کہا کہ وقت آ گیا ہے کہ ملک کے عوام اپنے ووٹ کا صحیح استعمال کریں۔ پاکستان کی معیشت کو درپیش چیلنجز کے حوالے سے وزیر خزانہ نے کہا کہ حکومت اصلاحات کے ذریعے مسائل پر قابو پانے کی کوشش کر رہی ہے۔ الیکشن کمیشن نے انتخابات کے انعقاد کے لیے تمام انتظامات مکمل کر لیے ہیں اور پولنگ اسٹیشنز پر سیکیورٹی کے سخت انتظامات کیے گئے ہیں۔ عدالت نے درخواست پر سماعت کے بعد فیصلہ محفوظ کر لیا اور فریقین کو آئندہ سماعت پر پیش ہونے کی ہدایت کی۔ وزیر اعلیٰ نے کہا کہ صوبے میں ترقیاتی منصوبوں کو بروقت مکمل کیا جائے گا اور عوام کو بنیادی سہولیات فراہم کی جائیں گی۔ پولیس کے مطابق ملزمان کو گرفتار کر کے مقدمہ درج کر لیا گیا ہے اور مزید تفتیش جاری ہے۔ انہوں نے کہا کہ عمران خان نے اپنی جماعت میں شامل ہونے والے کارکنوں سے خطاب کیا اور کہا کہ وقت آ گیا ہے کہ ملک کے عوام اپنے ووٹ کا صحیح استعمال کریں۔ پاکستان کی معیشت کو درپیش چیلنجز کے حوالے سے وزیر خزانہ نے کہا کہ حکومت اصلاحات کے ذریعے مسائل پر قابو پانے کی کوشش کر رہی ہے۔ الیکشن کمیشن نے انتخابات کے انعقاد کے لیے تمام انتظامات مکمل کر لیے ہیں اور پولنگ اسٹیشنز پر سیکیورٹی کے سخت انتظامات کیے گئے ہیں۔ عدالت نے درخواست پر سماعت کے بعد فیصلہ محفوظ کر لیا اور فریقین کو آئندہ سماعت پر پیش ہونے کی ہدایت کی۔ وزیر اعلیٰ نے کہا کہ صوبے میں ترقیاتی منصوبوں کو بروقت مکمل کیا جائے گا اور عوام کو بنیادی سہولیات فراہم کی جائیں گی۔ پولیس کے مطابق ملزمان کو گرفتار کر کے مقدمہ درج کر لیا گیا ہے اور مزید تفتیش جاری ہے۔ انہوں نے کہا کہ عمران خان نے اپنی جماعت میں شامل ہون: [472, 634, 562, 1011]
- continuation-number: 46: [192, 1188, 252, 1201]
- continuation-block: [192, 485, 281, 781]
- baqia-label: بقیہ: [627, 1239, 655, 1252]
- article-text: انہوں نے کہا کہ عمران خان نے اپنی جماعت میں شامل ہونے والے کارکنوں سے خطاب کیا اور کہا کہ وقت آ گیا ہے کہ ملک کے عوام اپنے ووٹ کا صحیح استعمال کریں۔ پاکستان کی معیشت کو درپیش چیلنجز کے حوالے سے وزیر خزانہ نے کہا کہ حکومت اصلاحات کے ذریعے مسائل پر قابو پانے کی کوشش کر رہی ہے۔ الیکشن کمیشن نے انتخابات کے انعقاد کے لیے تمام انتظامات مکمل کر لیے ہیں اور پولنگ اسٹیشنز پر سیکیورٹی کے سخت انتظامات کیے گئے ہیں۔ عدالت نے درخواست پر سماعت کے بعد فیصلہ محفوظ کر لیا اور فریقین کو آئندہ سماعت پر پیش ہونے کی ہدایت کی۔ وزیر اعلیٰ نے کہا کہ صوبے میں ترقیاتی منصوبوں کو بروقت مکمل کیا جائے گا اور عوام کو بنیادی سہولیات فراہم کی جائیں گی۔ پولیس کے مطابق ملزمان کو گرفتار کر کے مقدمہ درج کر لیا گیا ہے اور مزید تفتیش جاری ہے۔ انہوں نے کہا کہ عمران خان نے اپنی جماعت میں شامل ہونے والے کارکنوں سے خطاب کیا اور کہا کہ وقت آ گیا ہے کہ ملک کے عوام اپنے ووٹ کا صحیح استعمال کریں۔ پاکستان: [98, 1326, 187, 1543]
- baqia-label: بقیہ: [533, 1534, 561, 1547]
- newspaper-page: [0, 13, 753, 2575]
- article-text: پاکستان کی معیشت کو درپیش چیلنجز کے حوالے سے وزیر خزانہ نے کہا کہ حکومت اصلاحات کے ذریعے مسائل پر قابو پانے کی کوشش کر رہی ہے۔ الیکشن کمیشن نے انتخابات کے انعقاد کے لیے تمام انتظامات مکمل کر لیے ہیں اور پولنگ اسٹیشنز پر سیکیورٹی کے سخت انتظامات کیے گئے ہیں۔ عدالت نے درخواست پر سماعت کے بعد فیصلہ محفوظ کر لیا اور فریقین کو آئندہ سماعت پر پیش ہونے کی ہدایت کی۔ وزیر اعلیٰ نے کہا کہ صوبے میں ترقیاتی منصوبوں کو بروقت مکمل کیا جائے گا اور عوام کو بنیادی سہولیات فراہم کی جائیں گی۔ پولیس کے مطابق ملزمان کو گرفتار کر کے مقدمہ درج کر لیا گیا ہے اور مزید تفتیش جاری ہے۔ انہوں نے کہا کہ عمران خان نے اپنی جماعت میں شامل ہونے والے کارکنوں سے خطاب کیا اور کہا کہ وقت آ گیا ہے کہ ملک کے عوام اپنے ووٹ کا صحیح استعمال کریں۔ پاکستان کی معیشت کو درپیش چیلنجز کے حوالے سے وزیر خزانہ نے کہا کہ حکومت اصلاحات کے ذریعے مسائل پر قابو پانے کی کوشش کر رہی ہے۔ الیکشن کمیشن نے انتخابات کے انعقاد کے لیے تمام انتظامات مکمل کر لیے ہیں اور پولنگ اسٹیشنز پر سیکیورٹی کے سخت انتظامات کیے گئے ہیں۔ عدالت نے درخواست پر سماعت کے بعد فیصلہ محفوظ کر لیا اور فریقین کو آئندہ سماعت پر پیش ہونے کی ہدایت کی۔ وزیر اعلیٰ نے کہا کہ صوبے م: [286, 484, 375, 759]
- continuation-heading: [192, 105, 281, 118]
- continuation-block: [4, 149, 93, 423]
- continuation-heading: [286, 199, 374, 212]
- article-text: پولیس کے مطابق ملزمان کو گرفتار کر کے مقدمہ درج کر لیا گیا ہے اور مزید تفتیش جاری ہے۔ انہوں نے کہا کہ عمران خان نے اپنی جماعت میں شامل ہونے والے کارکنوں سے خطاب کیا اور کہا کہ وقت آ گیا ہے کہ ملک کے عوام اپنے ووٹ کا صحیح استعمال کریں۔ پاکستان کی معیشت کو درپیش چیلنجز کے حوالے سے وزیر خزانہ نے کہا کہ حکومت اصلاحات کے ذریعے مسائل پر قابو پانے کی کوشش کر رہی ہے۔ الیکشن کمیشن نے انتخابات کے انعقاد کے لیے تمام انتظامات مکمل کر لیے ہیں اور پولنگ اسٹیشنز پر سیکیورٹی کے سخت انتظامات کیے گئے ہیں۔ عدالت نے درخواست پر سماعت کے بعد فیصلہ محفوظ کر لیا اور فریقین کو آئندہ سماعت پر پیش ہونے کی ہدایت کی۔ وزیر اعلیٰ نے کہا کہ صوبے میں ترقیاتی منصوبوں کو بروقت مکمل کیا جائے گا اور عوام کو بنیادی سہولیات فراہم کی جائیں گی۔ پولیس کے مطابق ملزمان کو گرفتار کر کے مقدمہ درج کر لیا گیا ہے اور مزید تفتیش جاری ہے۔ انہوں نے کہا: [566, 104, 655, 300]
- article-text: پاکستان کی معیشت کو درپیش چیلنجز کے حوالے سے وزیر خزانہ نے کہا کہ حکومت اصلاحات کے ذریعے مسائل پر قابو پانے کی کوشش کر رہی ہے۔ الیکشن کمیشن نے انتخابات کے انعقاد کے لیے تمام انتظامات مکمل کر لیے ہیں اور پولنگ اسٹیشنز پر سیکیورٹی کے سخت انتظامات کیے گئے ہیں۔ عدالت نے درخواست پر سماعت کے بعد فیصلہ محفوظ کر لیا اور فریقین کو آئندہ سماعت پر پیش ہونے کی ہدایت کی۔ وزیر اعلیٰ نے کہا کہ صوبے میں ترقیاتی منصوبوں کو بروقت مکمل کیا جائے گا اور عوام کو بنیادی سہولیات فراہم کی جائیں گی۔ پولیس کے مطابق ملزمان کو گرفتار کر کے مقدمہ درج کر لیا گیا ہے اور مزید تفتیش جاری ہے۔ انہوں نے کہا کہ عمران خان نے اپنی جماعت میں شامل ہونے والے کارکنوں سے خطاب کیا اور کہا کہ وقت آ گیا ہے کہ ملک کے عوام اپنے ووٹ کا صحیح استعمال کریں۔ پاکستان کی معیشت کو درپیش چیلنجز کے حوالے سے وزیر خزانہ نے کہا کہ حکومت اصلاحات کے ذریعے مسائل پر قابو پانے کی کوشش کر رہی ہے۔ الیکشن کمیشن نے انتخابات کے ا: [660, 2024, 749, 2241]
- continuation-block: [379, 1563, 467, 1678]
- continuation-number: 03: [660, 726, 720, 739]
- continuation-number: 52: [98, 865, 158, 877]
- continuation-heading: [192, 1041, 281, 1054]
- continuation-block: [660, 2010, 749, 2242]
- continuation-heading: [192, 485, 281, 498]
- continuation-number: 41: [286, 1452, 345, 1465]
- continuation-number: 43: [192, 485, 252, 498]
- baqia-label: بقیہ: [65, 1689, 93, 1702]
- continuation-block: [98, 1312, 187, 1543]
- article-text: عدالت نے درخواست پر سماعت کے بعد فیصلہ محفوظ کر لیا اور فریقین کو آئندہ سماعت پر پیش ہونے کی ہدایت کی۔ وزیر اعلیٰ نے کہا کہ صوبے میں ترقیاتی منصوبوں کو بروقت مکمل کیا جائے گا اور عوام کو بنیادی سہولیات فراہم کی جائیں گی۔ پولیس کے مطابق ملزمان کو گرفتار کر کے مقدمہ درج کر لیا گیا ہے اور مزید تفتیش جاری ہے۔ انہوں نے کہا کہ عمران خان نے اپنی جماعت میں شامل ہونے والے کارکنوں سے خطاب کیا اور کہا کہ وقت آ گیا ہے کہ ملک کے عوام اپنے ووٹ کا صحیح استعمال کریں۔ پاکستان کی معیشت کو درپیش چیلنجز کے حوالے سے وزیر خزانہ نے کہا کہ حکومت اصلاحات کے ذریعے مسائل پر قابو پانے کی کوشش کر رہی ہے۔ الیکشن کمیشن نے انتخابات کے انعقاد کے لیے تمام انتظامات مکمل کر لیے ہیں اور پولنگ اسٹیشنز پر سیکیورٹی کے سخت انتظامات کیے گئے ہیں۔ عدالت نے درخواست پر سماعت کے بعد فیصلہ محفوظ کر لیا اور فریقین کو آئندہ سماعت پر پیش ہونے کی ہدایت کی۔ وزیر اعلیٰ نے کہا کہ صوبے میں ترقیاتی منصوبوں کو بروقت مکمل کیا جائے گا اور عوام کو بنیادی سہولیات فراہم کی جائیں گی۔ پولیس کے مطابق ملزمان کو گرفتار کر کے مقدمہ درج کر: [192, 798, 281, 1037]
- baqia-label: بقیہ: [158, 536, 187, 549]
- continuation-heading: [660, 2245, 749, 2258]
- baqia-label: بقیہ: [720, 1229, 749, 1242]
- continuation-block: [286, 1556, 374, 1701]
- continuation-number: 19: [473, 332, 533, 345]
- continuation-block: [566, 303, 655, 614]
- continuation-heading: [286, 1452, 374, 1465]
- continuation-heading: [4, 502, 93, 515]
- baqia-label: بقیہ: [345, 1048, 374, 1061]
- continuation-block: [566, 1239, 655, 1311]
- continuation-number: 12: [566, 975, 626, 988]
- baqia-label: بقیہ: [65, 502, 93, 515]
- continuation-block: [660, 2363, 749, 2464]
- baqia-label: بقیہ: [158, 1547, 187, 1559]
- continuation-block: [98, 316, 187, 533]
- continuation-block: [473, 332, 561, 447]
- continuation-number: 32: [379, 1365, 439, 1378]
- baqia-label: بقیہ: [345, 470, 374, 483]
- baqia-label: بقیہ: [720, 2010, 749, 2023]
- continuation-number: 58: [4, 502, 65, 515]
- article-text: پاکستان کی معیشت کو درپیش چیلنجز کے حوالے سے وزیر خزانہ نے کہا کہ حکومت اصلاحات کے ذریعے مسائل پر قابو پانے کی کوشش کر رہی ہے۔ الیکشن کمیشن نے انتخابات کے انعقاد کے لیے تمام انتظامات مکمل کر لیے ہیں اور پولنگ اسٹیشنز پر سیکیورٹی کے سخت انتظامات کیے گئے ہیں۔ عدالت نے درخواست پر سماعت کے بعد فیصلہ محفوظ کر لیا اور فریقین کو آئندہ سماعت پر پیش ہونے کی ہدایت کی۔ وزیر اعلیٰ نے کہا کہ صوبے میں ترقیاتی منصوبوں کو بروقت مکمل کیا جائے گا اور عوام کو بنیادی سہولیات فراہم کی جائیں گی۔ پولیس کے مطابق ملزمان کو گرفتار کر کے مقدمہ درج کر لیا گیا ہے اور مزید تفتیش جاری ہے۔ انہوں نے کہا کہ: [286, 1556, 375, 1700]
- article-text: انہوں نے کہا کہ عمران خان نے اپنی جماعت میں شامل ہونے والے کارکنوں سے خطاب کیا اور کہا کہ وقت آ گیا ہے کہ ملک کے عوام اپنے ووٹ کا صحیح استعمال کریں۔ پاکستان کی معیشت کو درپیش چیلنجز کے حوالے سے وزیر خزانہ نے کہا کہ حکومت اصلاحات کے ذریعے مسائل پر قابو پانے کی کوشش کر رہی ہے۔ الیکشن کمیشن نے انتخابات کے انعقاد کے لیے تمام انتظامات مکمل کر لیے ہیں اور پولنگ اسٹیشنز پر سیکیورٹی کے سخت انتظامات کیے گئے ہیں۔ عدالت نے درخواست پر سماعت کے بعد فیصلہ محفوظ کر لیا اور فریقین کو آئندہ سماعت پر پیش ہونے کی ہدایت کی۔ وزیر اعلیٰ نے کہا کہ صوبے میں ترقیاتی منصوبوں کو بروقت مکمل کیا جائے گا اور عوام کو بنیادی سہولیات فراہم کی جائیں گی۔ پولیس کے مطابق ملزمان کو گرفتار کر کے مقدمہ درج کر لیا گیا ہے اور مزید تفتیش جاری ہے۔ انہوں نے کہا کہ عمران خان نے اپنی جماعت میں شامل ہونے والے کارکنوں سے خطاب کیا اور کہا کہ وقت آ گیا ہے کہ ملک کے عوام اپنے ووٹ کا صحیح استعمال کریں۔ پاکستان کی معیشت کو درپیش چیلنجز کے حوالے سے وزیر خزانہ نے کہا کہ حکومت اصلاحات کے ذریعے مسائل پر قابو پانے کی کوشش کر رہی ہے۔ الیکشن کمیشن نے انتخابات کے انعقاد کے لیے تمام انتظامات مکمل کر لیے ہیں اور پولنگ اسٹیشنز پر سیکیورٹی کے سخت انتظامات کیے گئے ہیں۔ عدالت نے درخواست پر سماعت کے بعد فیصلہ محفوظ کر لیا اور فریقین کو آئندہ سماعت پر پیش ہونے کی ہدایت کی۔ وزیر اعلیٰ نے کہا کہ صوبے میں ترقیاتی منصوبوں کو بروقت مکمل کیا جائے گا اور عوام کو بنیادی سہولیات فراہم کی جائیں گی۔ پولیس کے مطابق ملزمان کو گرفتار کر کے مقدمہ درج کر لیا گیا ہے اور مزید تفتیش جاری ہے۔ انہوں نے کہا کہ عمران خان نے اپنی جماعت میں شامل ہونے والے کارکنوں سے خطاب کیا اور کہا کہ وقت آ گیا ہے کہ ملک کے عوام اپنے ووٹ کا صحیح استعمال کریں۔ پاکستان کی معیشت کو درپیش چیلنجز کے حوالے سے وزیر خزانہ نے کہا کہ حکومت اصلاحات کے ذریعے مسائل پر قابو پانے کی کوشش کر رہی ہے۔ الیکشن کمیشن نے انتخابات کے انعقاد کے لیے تمام انتظامات مکمل کر لیے ہیں اور پولنگ اسٹیشنز پر سیکیورٹی کے سخت انتظامات کیے گئے ہیں۔ عدالت نے درخواست پر سماعت کے بعد فیصلہ محفوظ کر لیا اور فریقین کو آئندہ سماعت پر پیش ہونے کی ہدایت کی۔ وزیر اعلیٰ نے کہا کہ صوبے میں ترقی: [660, 740, 749, 1226]
- article-text: پاکستان کی معیشت کو درپیش چیلنجز کے حوالے سے وزیر خزانہ نے کہا کہ حکومت اصلاحات کے ذریعے مسائل پر قابو پانے کی کوشش کر رہی ہے۔ الیکشن کمیشن نے انتخابات کے انعقاد کے لیے تمام انتظامات مکمل کر لیے ہیں اور پولنگ اسٹیشنز پر سیکیورٹی کے سخت انتظامات کیے گئے ہیں۔ عدالت نے درخواست پر سماعت کے بعد فیصلہ محفوظ کر لیا اور فریقین کو آئندہ سماعت پر پیش ہونے کی ہدایت کی۔ وزیر اعلیٰ نے کہا کہ صوبے میں ترقیاتی منصوبوں کو بروقت مکمل کیا جائے گا اور عوام کو بنیادی سہولیات فراہم کی جائیں گی۔ پولیس کے مطابق ملزمان کو گرفتار کر کے مقدمہ درج کر لیا گیا ہے اور مزید تفتیش جاری ہے۔ انہوں نے کہا کہ: [379, 15, 468, 159]
- continuation-number: 10: [566, 303, 626, 316]
- continuation-block: [98, 16, 187, 313]
- continuation-heading: [379, 1268, 467, 1281]
- continuation-heading: [98, 536, 187, 549]
- continuation-number: 61: [4, 1278, 65, 1291]
- baqia-label: بقیہ: [65, 149, 93, 162]
- article-text: انہوں نے کہا کہ عمران خان نے اپنی جماعت میں شامل ہونے والے کارکنوں سے خطاب کیا اور کہا کہ وقت آ گیا ہے کہ ملک کے عوام اپنے ووٹ کا صحیح استعمال کریں۔ پاکستان کی معیشت کو درپیش چیلنجز کے حوالے سے وزیر خزانہ نے کہا کہ حکومت اصلاحات کے ذریعے مسائل پر قابو پانے کی کوشش کر رہی ہے۔ الیکشن کمیشن نے انتخابات کے انعقاد کے لیے تمام انتظامات مکمل کر لیے ہیں اور پولنگ اسٹیشنز پر سیکیورٹی کے سخت انتظامات کیے گئے ہیں۔ عدالت نے درخواست پر سماعت کے بعد فیصلہ محفوظ کر لیا اور فریقین کو آئندہ سماعت پر پیش ہونے کی ہدایت کی۔ وزیر اعلیٰ نے کہا کہ صوبے میں ترقیاتی منصوبوں کو بروقت مکمل کیا جائے گا اور عوام کو بنیادی سہولیات فراہم کی جائیں گی۔ پولیس کے م: [660, 15, 749, 174]
- continuation-heading: [4, 751, 93, 764]
- article-text: الیکشن کمیشن نے انتخابات کے انعقاد کے لیے تمام انتظامات مکمل کر لیے ہیں اور پولنگ اسٹیشنز پر سیکیورٹی کے سخت انتظامات کیے گئے ہیں۔ عدالت نے درخواست پر سماعت کے بعد فیصلہ محفوظ کر لیا اور فریقین کو آئندہ سماعت پر پیش ہونے کی ہدایت کی۔ وزیر اعلیٰ نے کہا کہ صوبے میں ترقیاتی منصوبوں کو بروقت م: [566, 15, 655, 87]
- continuation-block: [379, 1365, 467, 1560]
- article-text: وزیر اعلیٰ نے کہا کہ صوبے میں ترقیاتی منصوبوں کو بروقت مکمل کیا جائے گا اور عوام کو بنیادی سہولیات فراہم کی جائیں گی۔ پولیس کے مطابق ملزمان کو گرفتار کر کے مقدمہ درج کر لیا گیا ہے اور مزید تفتیش جاری ہے۔ انہوں نے کہا کہ عمران خان نے اپنی جماعت میں شامل ہونے والے کارکنوں سے خطاب کیا اور کہا کہ وقت آ گیا ہے کہ ملک کے عوام اپنے ووٹ کا صحیح استعمال کریں۔ پاکستان کی معیشت کو درپیش چیلنجز کے حوالے سے وزیر خزانہ نے کہا کہ حکومت اصلاحات کے ذریعے مسائل پر قابو پانے کی کوشش کر رہی ہے۔ الیکشن کمیشن نے انتخابات کے انعقاد کے لیے تمام انتظامات مکمل کر لیے ہیں اور پولنگ اسٹیشنز پر سیکیورٹی کے سخت انتظامات کیے گئے ہیں۔ عدالت نے درخواست پر سماعت کے بعد فیصلہ محفوظ کر لیا اور فریقین کو آئندہ سماعت پر پیش ہونے کی ہدایت کی۔ وزیر اعلیٰ نے کہا کہ صوبے میں ترقیاتی منصوبوں کو بروقت مکمل کیا جائے گا اور عوام کو بنیادی سہولیات فراہم کی جائیں گی۔ پولیس کے مطابق ملزمان کو گرفتار کر کے مقدمہ درج کر لیا گیا ہے اور مزید تفتیش جاری ہے۔ انہوں نے کہا کہ عمران خان نے اپنی جماعت میں شامل ہونے والے کارکنوں سے خطاب کیا اور کہا کہ وقت آ گیا ہے کہ ملک کے عوام اپنے ووٹ کا صحیح استعمال کریں۔ پاکستان کی معیشت کو درپیش چیلنجز کے حوالے سے وزیر خزانہ نے کہا کہ حکومت اصلاحات کے ذریعے مسائل پر قابو پانے کی کوشش کر رہی ہے۔ الیکشن کمیشن نے انتخابات کے انعقاد کے لیے تمام انتظامات مکمل کر لیے ہیں اور پولنگ اسٹیشنز پر سیکیورٹی کے سخت انتظامات کیے گئے ہیں۔ عدالت نے درخواست پر سماعت کے بعد فیصلہ محفوظ کر لیا اور فریقین کو آئندہ سماعت پر پیش ہونے کی ہدایت کی۔ وزیر اعلیٰ نے کہا کہ صوبے میں ترقیاتی منصوبوں کو بروقت مکمل کیا جائے گا اور عوام: [192, 119, 281, 481]
- baqia-label: بقیہ: [720, 1710, 749, 1723]
- article-text: عدالت نے درخواست پر سماعت کے بعد فیصلہ محفوظ کر لیا اور فریقین کو آئندہ سماعت پر پیش ہونے کی ہدایت کی۔ وزیر اعلیٰ نے کہا کہ صوبے میں ترقیاتی منصوبوں کو بروقت مکمل کیا جائے گا اور عوام کو بنیادی سہولیات فراہم کی جائیں گی۔ پولیس کے مطابق ملزمان کو گرفتار کر کے مقدمہ درج کر لیا گیا ہے اور مزید تفتیش جاری ہے۔ انہوں نے کہا کہ عمران خان نے اپنی جماعت میں شامل ہونے والے کارکنوں سے خطاب کیا اور کہا کہ وقت آ گیا ہے کہ ملک کے عوام اپنے ووٹ کا صحیح استعمال کریں۔ پاکستان کی معیشت کو درپیش چیلنجز کے حوالے سے وزیر خزانہ نے کہا کہ حکومت اصلاحات کے ذریعے مسائل پر قابو پانے کی کوشش کر رہی ہے۔ الیکشن کمیشن نے انتخابات کے انعقاد کے لیے تمام انتظامات مکمل کر لیے ہیں اور پولنگ اسٹیشنز پر سیکیورٹی کے سخت انتظامات کیے گئے ہیں۔ عدالت نے درخواست پر سماعت کے بعد فیصلہ محفوظ کر لیا اور فریقین کو آئندہ سماعت پر پیش ہونے کی ہدایت کی۔ وزیر اعلیٰ نے کہا کہ صوبے میں ترقیاتی منصوبوں کو بروقت مکمل کیا جائے گا اور عوام کو بنیادی سہولیات فراہم کی جائیں گی۔ پولیس کے مطابق ملزمان کو گرفتار کر کے مقدمہ درج کر لیا گیا ہے اور مزید تفتیش جاری ہے۔ انہوں نے کہا کہ عمران خ: [286, 213, 375, 467]
- article-text: پاکستان کی معیشت کو درپیش چیلنجز کے حوالے سے وزیر خزانہ نے کہا کہ حکومت اصلاحات کے ذریعے مسائل پر قابو پانے کی کوشش کر رہی ہے۔ الیکشن کمیشن نے انتخابات کے انعقاد کے لیے تمام انتظامات مکمل کر لیے ہیں اور پولنگ اسٹیشنز پر سیکیورٹی کے سخت انتظامات کیے گئے ہیں۔ عدالت نے درخواست پر سماعت کے بعد فیصلہ محفوظ کر لیا اور فریقین کو آئندہ سماعت پر پیش ہونے کی ہدایت کی۔ وزیر اعلیٰ نے کہا کہ صوبے میں ترقیاتی منصوبوں کو بروقت مکمل کیا جائے گا اور عوام کو بنیادی سہولیات فراہم کی جائیں گی۔ پولیس کے مطابق ملزمان کو گرفتار کر کے مقدمہ درج کر لیا گیا ہے اور مزید تفتیش جاری ہے۔ انہوں نے کہا کہ عمران خان نے اپنی جماعت میں شامل ہونے والے کارکنوں سے خطا: [472, 170, 562, 329]
- baqia-label: بقیہ: [439, 163, 468, 176]
- continuation-heading: [4, 949, 93, 962]
- continuation-block: [4, 502, 93, 748]
- article-text: پاکستان کی معیشت کو درپیش چیلنجز کے حوالے سے وزیر خزانہ نے کہا کہ حکومت اصلاحات کے ذریعے مسائل پر قابو پانے کی کوشش کر رہی ہے۔ الیکشن کمیشن نے انتخابات کے انعقاد کے لیے تمام انتظامات مکمل کر لیے ہیں اور پولنگ اسٹیشنز پر سیکیورٹی کے سخت انتظامات کیے گئے ہیں۔ عدالت نے درخواست پر سماعت کے بعد فیصلہ محفوظ کر لیا اور فریقین کو آئندہ سماعت پر پیش ہونے کی ہدایت کی۔ وزیر اعلیٰ نے کہا کہ صوبے میں ترقیاتی منصوبوں کو بروقت مکمل کیا جائے گا اور عوام کو بنیادی سہولیات فراہم کی جائیں گی۔ پولیس کے مطابق ملزمان کو گرفتار کر کے مقدمہ درج کر لیا گیا ہے اور مزید تفتیش جاری ہے۔ انہوں نے کہا کہ عمران خان نے اپنی جماعت میں شامل ہونے والے کارکنوں سے خطاب کیا اور کہا کہ وقت آ گیا ہے کہ ملک کے عوام اپنے ووٹ کا صحیح استعمال کریں۔ پاکستان کی معیشت کو درپیش چیلنجز کے حوالے سے وزیر خزانہ نے کہا کہ حکومت اصلاحات کے ذریعے مسائل پر قابو پانے کی کوشش کر رہی ہے۔ الیکشن کمیشن نے انتخابات کے انعقاد کے لیے تمام انتظامات مکمل کر لیے ہیں اور پولنگ اسٹیشنز پر سیکیورٹی کے سخت انتظامات کیے گئے ہیں۔ عدالت نے درخواست پر سماعت کے بعد فیصلہ محفوظ کر لیا اور فریقین کو آئندہ سماعت پر پیش ہونے کی ہدایت کی۔ وزیر اعلیٰ نے کہا کہ صوبے م: [472, 1028, 562, 1303]
- continuation-heading: [98, 1547, 187, 1559]
- continuation-heading: [566, 1239, 655, 1252]
- article-text: انہوں نے کہا کہ عمران خان نے اپنی جماعت میں شامل ہونے والے کارکنوں سے خطاب کیا اور کہا کہ وقت آ گیا ہے کہ ملک کے عوام اپنے ووٹ کا صحیح استعمال کریں۔ پاکستان کی معیشت کو درپیش چیلنجز کے حوالے سے وزیر خزانہ نے کہا کہ حکومت اصلاحات کے ذریعے مسائل پر قابو پانے کی کوشش کر رہی ہے۔ الیکشن کمیشن نے انتخابات کے انعقاد کے لیے تمام انتظامات مکمل کر لیے ہیں اور پولنگ اسٹیشنز پر سیکیورٹی کے سخت انتظامات کیے گئے ہیں۔ عدالت نے درخواست پر سماعت کے بعد فیصلہ محفوظ کر لیا اور فریقین کو آئندہ سماعت پر پیش ہونے کی ہدایت کی۔ وزیر اعلیٰ نے کہا کہ صوبے میں ترقیاتی منصوبوں کو بروقت مکمل کیا جائے گا اور عوام کو بنیادی سہولیات فراہم کی جائیں گی۔ پولیس کے مطابق ملزمان کو گرفتار کر کے مقدمہ درج کر لیا گیا ہے اور مزید تفتیش جاری ہے۔ انہوں نے کہا کہ عمران خان نے اپنی جماعت میں شامل ہونے والے کارکنوں سے خطاب کیا اور کہا کہ وقت آ گیا ہے کہ ملک کے عوام اپنے ووٹ کا صحیح استعمال کریں۔ پاکستان کی معیشت کو درپیش چیلنجز کے حوالے سے وزیر خزانہ نے کہا کہ حکومت اصلاحات کے ذریعے مسائل پر قابو پانے کی کوشش کر رہی ہے۔ الیکشن کمیشن نے انتخابات کے انعقاد کے لیے تمام انتظامات مکمل کر لیے ہیں اور پولنگ اسٹیشنز پر سیکیورٹی کے سخت انتظامات کیے گئے ہیں۔ عدالت نے درخواست پر سماعت کے بعد فیصلہ محفوظ کر لیا اور فریقین کو آئندہ سماعت پر پیش ہونے کی ہدایت کی۔ وزیر اعلیٰ نے کہا کہ صوبے میں ترقیاتی منصوبوں کو بروقت مکمل کیا جائے گا اور عوام کو بنیادی سہولیات فراہم کی جائیں گی۔ پولیس کے مطابق ملزمان کو گرفتار کر کے مقدمہ درج کر: [660, 191, 749, 532]
- article-text: عدالت نے درخواست پر سماعت کے بعد فیصلہ محفوظ کر لیا اور فریقین کو آئندہ سماعت پر پیش ہونے کی ہدایت کی۔ وزیر اعلیٰ نے کہا کہ صوبے میں ترقیاتی منصوبوں کو بروقت مکمل کیا جائے گا اور عوام کو بنیادی سہولیات فراہم کی جائیں گی۔ پولیس کے مطابق ملزمان کو گرفتار کر کے مقدمہ درج کر لیا گیا ہے اور مزید تفتیش جاری ہے۔ انہوں نے کہا کہ عمران خان نے اپنی جماعت میں شامل ہونے والے کارکنوں سے خطاب کیا اور کہا کہ وقت آ گیا: [660, 2258, 749, 2359]
- baqia-label: بقیہ: [627, 1556, 655, 1569]
- article-text: پولیس کے مطابق ملزمان کو گرفتار کر کے مقدمہ درج کر لیا گیا ہے اور مزید تفتیش جاری ہے۔ انہوں نے کہا کہ عمران خان نے اپنی جماعت میں شامل ہونے والے کارکنوں سے خطاب کیا اور کہا کہ وقت آ گیا ہے کہ ملک کے عوام اپنے ووٹ کا صحیح استعمال کریں۔ پاکستان کی معیشت کو درپیش چیلنجز کے حوالے سے وزیر خزانہ نے کہا کہ حکومت اصلاحات کے ذریعے مسائل پر قابو پانے کی کوشش کر رہی ہے۔ الیکشن کمیشن نے انتخابات کے انعقاد کے لیے تمام انتظامات مکمل کر لیے ہیں اور پولنگ اسٹیشنز پر سیکیورٹی کے سخت انتظامات کیے گئے ہیں۔ عدالت نے درخواست پر سماعت کے بعد فیصلہ محفوظ کر لیا اور فریقین کو آئندہ سماعت پر پیش ہونے کی ہدایت کی۔ وزیر اعلیٰ نے کہا کہ صوبے میں ترقیاتی منصوبوں کو بروقت مکمل کیا جائے گا اور عوام کو بنیادی سہولیات فراہم کی جائیں گی۔ پولیس کے مطابق ملزمان کو گرفتار کر کے مقدمہ درج کر لیا گیا ہے اور مزید تفتیش جاری ہے۔ انہوں نے کہا کہ عمران خان نے اپنی جماعت میں شامل ہونے والے کارکنوں سے خطاب کیا اور کہا کہ وقت آ گیا ہے کہ ملک کے عوام اپنے ووٹ کا صحیح استعمال کریں۔ پاکستان کی معیشت کو درپیش چیلنجز کے حوالے سے وزیر خزانہ نے کہا کہ حکومت اصلاحات کے ذریعے مسائل پر قابو پانے کی کوشش کر رہی ہے۔ الیکشن کمیشن نے انتخابات کے انعقاد کے لیے تمام انتظامات مکمل کر لیے ہیں اور پولنگ اس: [192, 498, 281, 781]
- continuation-block: [286, 1452, 374, 1553]
- continuation-heading: [379, 1682, 467, 1694]
- continuation-block: [4, 427, 93, 499]
- continuation-block: [473, 1638, 561, 1761]
- continuation-block: [566, 1815, 655, 1945]
- article-text: پاکستان کی معیشت کو درپیش چیلنجز کے حوالے سے وزیر خزانہ نے کہا کہ حکومت اصلاحات کے ذریعے مسائل پر قابو پانے کی کوشش کر رہی ہے۔ الیکشن کمیشن نے انتخابات کے انعقاد کے لیے تمام انتظامات مکمل کر لیے ہیں اور پولنگ اسٹیشنز پر سیکیورٹی کے سخت انتظامات کیے گئے ہیں۔ عدالت نے درخواست پر سماعت کے بعد فیصلہ محفوظ کر لیا اور فریقین کو آئندہ سماعت پر پیش ہونے: [192, 15, 281, 101]
- continuation-block: [473, 1307, 561, 1531]
- article-text: الیکشن کمیشن نے انتخابات کے انعقاد کے لیے تمام انتظامات مکمل کر لیے ہیں اور پولنگ اسٹیشنز پر سیکیورٹی کے سخت انتظامات کیے گئے ہیں۔ عدالت نے درخواست پر سماعت کے بعد فیصلہ محفوظ کر لیا اور فریقین کو آئندہ سماعت پر پیش ہونے کی ہدایت کی: [566, 1253, 655, 1310]
- continuation-heading: [566, 1689, 655, 1702]
- article-text: عدالت نے درخواست پر سماعت کے بعد فیصلہ محفوظ کر لیا اور فریقین کو آئندہ سماعت پر پیش ہونے کی ہدایت کی۔ وزیر اعلیٰ نے کہا کہ صوبے میں ترقیاتی منصوبوں کو بروقت مکمل کیا جائے گا اور عوام کو بنیادی سہولیات فراہم کی جائیں گی۔ پولیس کے مطابق ملزمان کو گرفتار کر کے مقدمہ درج کر لیا گیا ہے اور مزید تفتیش جاری ہے۔ انہوں نے کہا کہ عمران خان نے اپنی جماعت میں شامل ہونے والے کارکنوں سے خطاب کیا اور کہا کہ وقت آ گیا ہے کہ ملک کے عوام اپنے ووٹ کا صحیح استعمال کریں۔ پاکستان: [379, 1872, 468, 1988]
- continuation-number: 55: [98, 1547, 158, 1559]
- baqia-label: بقیہ: [439, 1682, 468, 1694]
- news-column: [2, 15, 96, 1840]
- continuation-block: [566, 1556, 655, 1686]
- baqia-label: بقیہ: [533, 1307, 561, 1320]
- continuation-heading: [4, 149, 93, 162]
- news-column: [657, 15, 751, 2575]
- continuation-heading: [98, 16, 187, 29]
- article-text: پولیس کے مطابق ملزمان کو گرفتار کر کے مقدمہ درج کر لیا گیا ہے اور مزید تفتیش جاری ہے۔ انہوں نے کہا کہ عمران خان نے اپنی جماعت میں شامل ہونے والے کارکنوں سے خطاب کیا اور کہا کہ وقت آ گیا ہے کہ ملک کے عوام اپنے ووٹ کا صحیح استعمال کریں۔ پاکستان کی معیشت کو درپیش چیلنجز کے حوالے سے وزیر خزانہ نے کہا کہ حکومت اصلاحات کے ذریعے مسائل پر قابو پانے کی کوشش کر رہی ہے۔ الیکشن کمیشن نے انتخابات کے انعقاد کے لیے تمام انتظامات مکمل کر لیے ہیں اور پولنگ اسٹیشنز پر سیکیورٹی کے سخت انتظامات کیے گئے ہیں۔ عدالت نے درخواست پر سماعت کے بعد فیصلہ محفوظ کر لیا اور فریقین کو آئندہ سماعت پر پیش ہونے کی ہدایت کی۔ وزیر اعلیٰ نے کہا کہ صوبے میں ترقیاتی منصوبوں کو بروقت مکمل کیا جائے گا اور عوام کو بنیادی سہولیات فراہم کی جائیں گی۔ پولیس کے مطابق ملزمان کو گرفتار کر کے مق: [379, 1379, 468, 1559]
- continuation-block: [379, 470, 467, 825]
- continuation-number: 33: [379, 1563, 439, 1576]
- continuation-block: [4, 1689, 93, 1841]
- baqia-label: بقیہ: [158, 865, 187, 877]
- continuation-heading: [473, 332, 561, 345]
- continuation-block: [660, 535, 749, 723]
- baqia-label: بقیہ: [345, 1452, 374, 1465]
- article-text: الیکشن کمیشن نے انتخابات کے انعقاد کے لیے تمام انتظامات مکمل کر لیے ہیں اور پولنگ اسٹیشنز پر سیکیورٹی کے سخت انتظامات کیے گئے ہیں۔ عدالت نے درخواست پر سماعت کے بعد فیصلہ محفوظ کر لیا اور فریقین کو آئندہ سماعت پر پیش ہونے کی ہدایت کی۔ وزیر اعلیٰ نے کہا کہ صوبے میں ترقیاتی منصوبوں کو بروقت مکمل کیا جائے گا اور عوام کو بنیادی سہولیات فراہم کی جائیں گی۔ پولیس کے مطابق ملزمان کو گرفتار کر کے مقدمہ درج کر لیا گیا ہے اور مزید تفتیش جاری ہے۔ انہوں نے کہا کہ عمران خان نے اپنی جماعت میں شامل ہونے والے کارکنوں سے خطاب کیا اور کہا کہ وقت آ گیا ہے کہ ملک کے عوام اپنے ووٹ کا صحیح استعمال: [472, 1778, 562, 1915]
- baqia-label: بقیہ: [65, 1278, 93, 1291]
- continuation-block: [192, 1041, 281, 1186]
- article-text: عدالت نے درخواست پر سماعت کے بعد فیصلہ محفوظ کر لیا اور فریقین کو آئندہ سماعت پر پیش ہونے کی ہدایت کی۔ وزیر اعلیٰ نے کہا کہ صوبے میں ترقیاتی منصوبوں کو بروقت مکمل کیا جائے گا اور عوام کو بنیادی سہولیات فراہم کی جائیں گی۔ پولیس کے مطابق ملزمان کو گرفتار کر کے مقدمہ درج کر لیا گیا ہے اور مزید تفتیش جاری ہے۔ انہوں نے کہا کہ عمران خان نے اپنی جماعت میں شامل ہونے والے کارکنوں سے خطاب کیا اور کہا کہ وقت آ گیا ہے کہ ملک کے عوام اپنے ووٹ کا صحیح استعمال کریں۔ پاکستان کی معیشت کو درپیش چیلنجز کے حوالے سے وزیر خزانہ نے کہا کہ حکومت اصلاحات کے ذریعے مسائل پر قابو پانے کی کوشش کر رہی ہے۔ الیکشن کمیشن نے انتخابات کے انعقاد کے لیے تمام انتظامات مکمل کر لیے ہیں اور پولنگ اسٹیشنز پر سیکیورٹی کے سخت انتظامات کیے گئے ہیں۔ عدالت نے درخواست پر سماعت کے بعد فیصلہ محفوظ کر لیا اور فریقین کو آئندہ سماعت پر پیش ہونے کی ہدایت: [286, 1062, 375, 1265]
- continuation-number: 09: [566, 91, 626, 103]
- continuation-number: 21: [473, 620, 533, 633]
- baqia-label: بقیہ: [158, 1312, 187, 1325]
- news-column: [376, 15, 470, 1988]
- continuation-number: 25: [473, 1638, 533, 1651]
- article-text: پولیس کے مطابق ملزمان کو گرفتار کر کے مقدمہ درج کر لیا گیا ہے اور مزید تفتیش جاری ہے۔ انہوں نے کہا کہ عمران خان نے اپنی جماعت میں شامل ہونے والے کارکنوں سے خطاب کیا اور کہا کہ وقت آ گیا ہے کہ ملک کے عوام اپنے ووٹ کا صحیح استعمال کریں۔ پاکستان کی معیشت کو درپیش چیلنجز کے حوالے سے وزیر خزانہ نے کہا کہ حکومت اصلاحات کے ذریعے مسائل پر قابو پانے کی کوشش کر رہی ہے۔ الیکشن کمیشن نے انتخابات کے انعقاد کے لیے تمام انتظامات مکمل کر لیے ہیں اور پولنگ اسٹیشنز پر سیکیورٹی کے سخت انتظامات کیے گئے ہیں۔ عدالت نے درخواست پر سماعت کے بعد فیصلہ محفوظ کر لیا اور فریقین کو آئندہ سماعت پر پیش ہونے کی ہدایت کی۔ وزیر اعلیٰ نے کہا کہ صوبے میں ترقیاتی منصوبوں کو بروقت مکمل کیا جائے گا اور عوام کو بنیادی سہولیات فراہم کی جائیں گی۔ پولیس کے مطابق ملزمان کو گرفتار کر کے مقدمہ درج کر لیا گیا ہے اور مزید تفتیش جاری ہے۔ انہوں نے کہا کہ عمران خان نے اپنی جماعت میں شامل ہونے والے کارکنوں سے خطاب کیا اور کہا کہ وقت آ گیا ہے کہ ملک کے عوام اپنے ووٹ کا صحیح استعمال کریں۔ پاکستان کی معیشت کو درپیش چیلنجز کے حوالے سے وزیر خزانہ نے کہا کہ حکومت اصلاحات کے ذریعے مسائل پر قابو پانے کی کوشش کر رہی ہے۔ الیکشن کمیشن نے انتخابات کے انعقاد کے لیے تمام انتظامات مکمل کر لیے ہیں اور پولنگ اسٹیشنز پر سیکیورٹی کے سخت انتظامات کیے گئے ہیں۔ عدالت نے درخواست پر سماعت کے بعد فیصلہ محفوظ کر لیا اور فریقین کو آئن: [192, 1202, 281, 1514]
- continuation-heading: [660, 1710, 749, 1723]
- continuation-heading: [660, 1229, 749, 1242]
- continuation-number: 54: [98, 1312, 158, 1325]
- baqia-label: بقیہ: [252, 1188, 281, 1201]
- continuation-block: [4, 15, 93, 146]
- article-text: وزیر اعلیٰ نے کہا کہ صوبے میں ترقیاتی منصوبوں کو بروقت مکمل کیا جائے گا اور عوام کو بنیادی سہولیات فراہم کی جائیں گی۔ پولیس کے مطابق ملزمان کو گرفتار کر کے مقدمہ درج کر لیا گیا ہے اور مزید تفتیش جاری ہے۔ انہوں نے کہا کہ عمران خان نے اپنی جماعت میں شامل ہونے والے کارکنوں سے خطاب کیا اور کہا کہ وقت آ گیا ہے کہ ملک کے عوام اپنے ووٹ کا صحیح استعمال ک: [286, 1466, 375, 1552]
- baqia-label: بقیہ: [345, 1268, 374, 1281]
- continuation-heading: [473, 1307, 561, 1320]
- article-text: پاکستان کی معیشت کو درپیش چیلنجز کے حوالے سے وزیر خزانہ نے کہا کہ حکومت اصلاحات کے ذریعے مسائل پر قابو پانے کی کوشش کر رہی ہے۔ الیکشن کمیشن نے انتخابات کے انعقاد کے لیے تمام انتظامات مکمل کر لیے ہیں اور پولنگ اسٹیشنز پر سیکیورٹی کے سخت انتظامات کیے گئے ہیں۔ عدالت نے درخواست پر سماعت کے بعد فیصلہ محفوظ کر لیا اور فریقین کو آئندہ سماعت پر پیش ہونے کی ہدایت کی۔ وزیر اعلیٰ نے کہا کہ صوبے میں ترقیاتی منصوبوں کو بروقت مکمل کیا جائے گا اور عوام کو بنیادی سہولیات فراہم کی جائیں گی۔ پولیس کے مطابق ملزمان کو گرفتار کر کے مقدمہ درج کر لیا گیا ہے اور مزید تفتیش جاری ہے۔ انہوں نے کہا کہ عمران خان نے اپنی جماعت میں شامل ہونے والے کارکنوں سے خطاب کیا اور کہا کہ وقت آ گیا ہے کہ ملک کے عوام اپنے ووٹ کا صحیح استعمال کریں۔ پاکستان کی معیشت کو درپیش چیلنجز کے حوالے سے وزیر خزانہ نے کہا کہ حکومت اصلاحات کے ذریعے مسائل پر قابو پانے کی کوشش کر رہی ہے۔ الیکشن کمیشن نے انتخابات کے انعقاد کے لیے تمام انتظامات مکمل کر لیے ہیں اور پولنگ اسٹیشنز پر سیکیورٹی کے سخت انتظامات کیے گئے ہیں۔ عدالت نے درخواست پر سماعت کے بعد فیصلہ محفوظ کر لیا اور فریقین کو آئندہ سماعت پر پیش ہونے کی ہدایت کی۔ وزیر اعلیٰ نے کہا کہ صوبے میں ترقیاتی منصوبوں کو بروقت مکمل کیا جائے گا اور عوام کو بنیادی سہولیات فراہم کی جائیں گی۔ پولیس کے مطابق ملزمان کو: [566, 317, 655, 614]
- baqia-label: بقیہ: [627, 303, 655, 316]
- continuation-heading: [379, 470, 467, 483]
- continuation-block: [4, 1534, 93, 1686]
- continuation-block: [566, 15, 655, 87]
- continuation-heading: [473, 1534, 561, 1547]
- article-text: انہوں نے کہا کہ عمران خان نے اپنی جماعت میں شامل ہونے والے کارکنوں سے خطاب کیا اور کہا کہ وقت آ گیا ہے کہ ملک کے عوام اپنے ووٹ کا صحیح استعمال کریں۔ پاکستان کی معیشت کو درپیش چیلنجز کے حوالے سے وزیر خزانہ نے کہا کہ حکومت اصلاحات کے ذریعے مسائل پر قابو پانے کی کوشش کر رہی ہے۔ الیکشن کمیشن نے انتخابات کے انعقاد کے لیے تمام انتظامات مکمل کر لیے ہیں اور پولنگ اسٹیشنز پر سیکیورٹی کے سخت انتظامات کیے گئے ہیں۔ عدالت نے درخواست پر سماعت کے بعد فیصلہ محفوظ کر لیا اور فریقین کو آئندہ سماعت پر پیش ہونے کی ہدایت کی۔ وزیر اعلیٰ ن: [192, 1054, 281, 1185]
- continuation-heading: [566, 1314, 655, 1327]
- baqia-label: بقیہ: [627, 91, 655, 103]
- baqia-label: بقیہ: [65, 751, 93, 764]
- continuation-number: 60: [4, 949, 65, 962]
- continuation-number: 29: [379, 828, 439, 841]
- baqia-label: بقیہ: [533, 332, 561, 345]
- baqia-label: بقیہ: [627, 1689, 655, 1702]
- continuation-number: 37: [286, 470, 345, 483]
- article-text: پولیس کے مطابق ملزمان کو گرفتار کر کے مقدمہ درج کر لیا گیا ہے اور مزید تفتیش جاری ہے۔ انہوں نے کہا کہ عمران خان نے اپنی جماعت میں شامل ہونے والے کارکنوں سے خطاب کیا اور کہا کہ وقت آ گیا ہے کہ ملک کے عوام اپنے ووٹ کا صحیح استعمال کریں۔ پاکستان کی معیشت کو درپیش چیلنجز کے حوالے سے وزیر خزانہ نے کہا کہ حکومت اصلاحات کے ذریعے مسائل پر قابو پانے کی کوشش کر رہی ہے۔ الیکشن کمیشن نے انتخابات کے انعقاد کے لیے تمام انتظامات مکمل کر لیے ہیں اور پولنگ اسٹیشنز پر سیکیورٹی: [566, 1703, 655, 1811]
- continuation-heading: [566, 975, 655, 988]
- continuation-number: 22: [473, 1014, 533, 1027]
- continuation-block: [473, 1534, 561, 1635]
- baqia-label: بقیہ: [65, 949, 93, 962]
- continuation-block: [98, 1121, 187, 1309]
- continuation-heading: [4, 427, 93, 439]
- continuation-block: [4, 949, 93, 1275]
- continuation-number: 11: [566, 618, 626, 630]
- continuation-heading: [379, 163, 467, 176]
- baqia-label: بقیہ: [720, 178, 749, 190]
- continuation-block: [379, 1012, 467, 1265]
- baqia-label: بقیہ: [627, 975, 655, 988]
- baqia-label: بقیہ: [65, 427, 93, 439]
- continuation-block: [566, 975, 655, 1236]
- article-text: پاکستان کی معیشت کو درپیش چیلنجز کے حوالے سے وزیر خزانہ نے کہا کہ حکومت اصلاحات کے ذریعے مسائل پر قابو پانے کی کوشش کر رہی ہے۔ الیکشن کمیشن نے انتخابات کے انعقاد کے لیے تمام انتظامات مکمل کر لیے ہیں اور پولنگ اسٹیشنز پر سیکیورٹی کے سخت انتظامات کیے گئے ہیں۔ عدالت نے درخواست پر سماعت کے بعد فیصلہ محفوظ کر لیا اور فریقین کو آئندہ سماعت پر پیش ہونے کی ہدایت کی۔ وزیر اعلیٰ نے کہا کہ صوبے میں ترقیاتی منصوبوں کو بروقت مکمل کیا جائے گا اور عوام کو بنیادی سہولیات فراہم کی جائیں گی۔ پولیس کے مطابق ملزمان کو گرفتار کر کے مقدمہ درج کر لیا گیا ہے اور مزید تفتیش جاری ہے۔ انہوں نے کہا کہ عمران خان نے اپنی جماعت میں شامل ہونے والے کارکنوں سے خطاب کیا اور کہا کہ وقت آ گیا ہے کہ ملک کے عوام اپنے ووٹ کا صحیح استعمال کریں۔ پاکستان کی معیشت کو درپیش چیلنجز کے حوالے سے وزیر خزانہ نے کہا کہ حکومت اصلاحات کے ذریعے مسائل پر قابو پانے کی کوشش کر رہی ہے۔ الیکشن کمیشن نے انتخابات کے انعقاد کے لیے تمام انتظامات مکمل کر لیے ہیں اور پولنگ اسٹیشنز پر سیکیورٹی کے سخت انتظامات کیے گئے ہیں۔ عدالت نے درخواست پر سماعت کے بعد فیصلہ محفوظ کر لیا اور فریقین کو آئندہ سماعت پر پیش ہونے کی ہدایت کی۔ وزیر اعلیٰ نے کہا کہ صوبے میں ترقیاتی منصوبوں کو بروقت مکمل کیا جائے گا اور عوام کو ب: [379, 177, 468, 467]
- continuation-heading: [566, 303, 655, 316]
- article-text: انہوں نے کہا کہ عمران خان نے اپنی جماعت میں شامل ہونے والے کارکنوں سے خطاب کیا اور کہا کہ وقت آ گیا ہے کہ ملک کے عوام اپنے ووٹ کا صحیح استعمال کریں۔ پاکستان کی معیشت کو درپیش چیلنجز کے حوالے سے وزیر خزانہ نے کہا کہ حکومت اصلاحات کے ذریعے مسائل پر قابو پانے کی کوشش کر رہی ہے۔ الیکشن کمیشن نے انتخابات کے انعقاد کے لیے تمام انتظامات مکمل کر لیے ہیں اور پولنگ اسٹیشنز پر سیکیورٹی کے سخت انتظامات کیے گئے ہیں۔ عدالت نے درخواست پر سماعت کے بعد فیصلہ محفوظ کر لیا اور فریقین کو آئندہ سماعت پر پیش ہونے کی ہدایت کی۔ وزیر اعلیٰ نے کہا کہ صوبے میں ترقیاتی منصوبوں کو بروقت مکمل کیا جائے گا اور عوام کو بنیادی سہولیات فراہم کی جائیں گی۔ پولیس کے مطابق ملزمان کو گرفتار کر کے مقدمہ درج کر لیا گیا ہے اور مز: [660, 549, 749, 723]
- continuation-block: [379, 15, 467, 160]
- masthead: [0, 0, 753, 13]
